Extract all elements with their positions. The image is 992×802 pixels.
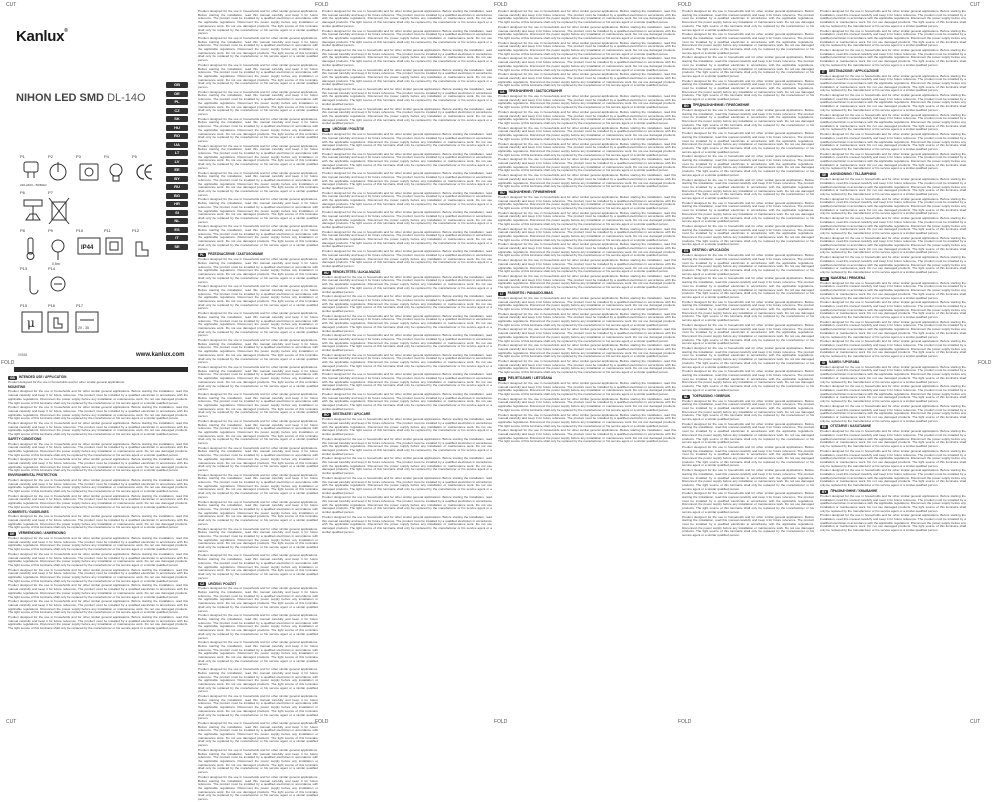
distance-icon bbox=[52, 240, 64, 260]
body-text: Product designed for the use in households and for other similar general applications. Before starting the installation, read this manual carefully and keep it for future reference. The product must be installed by a qualified electrician in accordance with the applicable regulations. Disconnect the power supply before any installation or maintenance work. Do not use damaged products. The light source of this luminaire shall only be replaced by the manufacturer or his service agent or a similar qualified person. bbox=[8, 599, 188, 615]
label-p12: P12 bbox=[132, 228, 140, 233]
body-text: Product designed for the use in households and for other similar general applications. Before starting the installation, read this manual carefully and keep it for future reference. The product must be installed by a qualified electrician in accordance with the applicable regulations. Disconnect the power supply before any installation or maintenance work. Do not use damaged products. The light source of this luminaire shall only be replaced by the manufacturer or his service agent or a similar qualified person. bbox=[682, 421, 814, 445]
body-text: Product designed for the use in households and for other similar general applications. Before starting the installation, read this manual carefully and keep it for future reference. The product must be installed by a qualified electrician in accordance with the applicable regulations. Disconnect the power supply before any installation or maintenance work. Do not use damaged products. The light source of this luminaire shall only be replaced by the manufacturer or his service agent or a similar qualified person. bbox=[498, 125, 676, 141]
body-text: Product designed for the use in households and for other similar general applications. Before starting the installation, read this manual carefully and keep it for future reference. The product must be installed by a qualified electrician in accordance with the applicable regulations. Disconnect the power supply before any installation or maintenance work. Do not use damaged products. The light source of this luminaire shall only be replaced by the manufacturer or his service agent or a similar qualified person. bbox=[498, 428, 676, 444]
body-text: Product designed for the use in households and for other similar general applications. Before starting the installation, read this manual carefully and keep it for future reference. The product must be installed by a qualified electrician in accordance with the applicable regulations. Disconnect the power supply before any installation or maintenance work. Do not use damaged products. The light source of this luminaire shall only be replaced by the manufacturer or his service agent or a similar qualified person. bbox=[498, 343, 676, 359]
body-text: Product designed for the use in households and for other similar general applications. Before starting the installation, read this manual carefully and keep it for future reference. The product must be installed by a qualified electrician in accordance with the applicable regulations. Disconnect the power supply before any installation or maintenance work. Do not use damaged products. The light source of this luminaire shall only be replaced by the manufacturer or his service agent or a similar qualified person. bbox=[8, 389, 188, 405]
language-badge-de: DE bbox=[166, 91, 188, 97]
ip-label: IP44 bbox=[81, 245, 94, 251]
cut-mark-top-right: CUT bbox=[970, 2, 981, 8]
product-name: NIHON LED SMD bbox=[16, 92, 104, 104]
body-text: Product designed for the use in households and for other similar general applications. Before starting the installation, read this manual carefully and keep it for future reference. The product must be installed by a qualified electrician in accordance with the applicable regulations. Disconnect the power supply before any installation or maintenance work. Do not use damaged products. The light source of this luminaire shall only be replaced by the manufacturer or his service agent or a similar qualified person. bbox=[198, 338, 318, 365]
ip-rating-icon bbox=[78, 238, 100, 254]
body-text: Product designed for the use in households and for other similar general applications. Before starting the installation, read this manual carefully and keep it for future reference. The product must be installed by a qualified electrician in accordance with the applicable regulations. Disconnect the power supply before any installation or maintenance work. Do not use damaged products. The light source of this luminaire shall only be replaced by the manufacturer or his service agent or a similar qualified person. bbox=[322, 249, 492, 268]
body-text: Product designed for the use in households and for other similar general applications. Before starting the installation, read this manual carefully and keep it for future reference. The product must be installed by a qualified electrician in accordance with the applicable regulations. Disconnect the power supply before any installation or maintenance work. Do not use damaged products. The light source of this luminaire shall only be replaced by the manufacturer or his service agent or a similar qualified person. bbox=[322, 417, 492, 437]
label-p14: P14 bbox=[48, 266, 56, 271]
body-text: Product designed for the use in households and for other similar general applications. Before starting the installation, read this manual carefully and keep it for future reference. The product must be installed by a qualified electrician in accordance with the applicable regulations. Disconnect the power supply before any installation or maintenance work. Do not use damaged products. The light source of this luminaire shall only be replaced by the manufacturer or his service agent or a similar qualified person. bbox=[498, 9, 676, 25]
fold-mark-top-1: FOLD bbox=[315, 2, 329, 8]
body-text: Product designed for the use in households and for other similar general applications. Before starting the installation, read this manual carefully and keep it for future reference. The product must be installed by a qualified electrician in accordance with the applicable regulations. Disconnect the power supply before any installation or maintenance work. Do not use damaged products. The light source of this luminaire shall only be replaced by the manufacturer or his service agent or a similar qualified person. bbox=[498, 412, 676, 428]
body-text: Product designed for the use in households and for other similar general applications. Before starting the installation, read this manual carefully and keep it for future reference. The product must be installed by a qualified electrician in accordance with the applicable regulations. Disconnect the power supply before any installation or maintenance work. Do not use damaged products. The light source of this luminaire shall only be replaced by the manufacturer or his service agent or a similar qualified person. bbox=[820, 448, 966, 468]
panel-3-text: Product designed for the use in households and for other similar general applications. Before starting the installation, read this manual carefully and keep it for future reference. The product must be installed by a qualified electrician in accordance with the applicable regulations. Disconnect the power supply before any installation or maintenance work. Do not use damaged products. The light source of this luminaire shall only be replaced by the manufacturer or his service agent or a similar qualified person. Product designed for the use in households and for other similar general applications. Before starting the installation, read this manual carefully and keep it for future reference. The product must be installed by a qualified electrician in accordance with the applicable regulations. Disconnect the power supply before any installation or maintenance work. Do not use damaged products. The light source of this luminaire shall only be replaced by the manufacturer or his service agent or a similar qualified person. Product designed for the use in households and for other similar general applications. Before starting the installation, read this manual carefully and keep it for future reference. The product must be installed by a qualified electrician in accordance with the applicable regulations. Disconnect the power supply before any installation or maintenance work. Do not use damaged products. The light source of this luminaire shall only be replaced by the manufacturer or his service agent or a similar qualified person. Product designed for the use in households and for other similar general applications. Before starting the installation, read this manual carefully and keep it for future reference. The product must be installed by a qualified electrician in accordance with the applicable regulations. Disconnect the power supply before any installation or maintenance work. Do not use damaged products. The light source of this luminaire shall only be replaced by the manufacturer or his service agent or a similar qualified person. Product designed for the use in households and for other similar general applications. Before starting the installation, read this manual carefully and keep it for future reference. The product must be installed by a qualified electrician in accordance with the applicable regulations. Disconnect the power supply before any installation or maintenance work. Do not use damaged products. The light source of this luminaire shall only be replaced by the manufacturer or his service agent or a similar qualified person. Product designed for the use in households and for other similar general applications. Before starting the installation, read this manual carefully and keep it for future reference. The product must be installed by a qualified electrician in accordance with the applicable regulations. Disconnect the power supply before any installation or maintenance work. Do not use damaged products. The light source of this luminaire shall only be replaced by the manufacturer or his service agent or a similar qualified person. SK URČENIE / POUŽITIE Product designed for the use in households and for other similar general applications. Before starting the installation, read this manual carefully and keep it for future reference. The product must be installed by a qualified electrician in accordance with the applicable regulations. Disconnect the power supply before any installation or maintenance work. Do not use damaged products. The light source of this luminaire shall only be replaced by the manufacturer or his service agent or a similar qualified person. Product designed for the use in households and for other similar general applications. Before starting the installation, read this manual carefully and keep it for future reference. The product must be installed by a qualified electrician in accordance with the applicable regulations. Disconnect the power supply before any installation or maintenance work. Do not use damaged products. The light source of this luminaire shall only be replaced by the manufacturer or his service agent or a similar qualified person. Product designed for the use in households and for other similar general applications. Before starting the installation, read this manual carefully and keep it for future reference. The product must be installed by a qualified electrician in accordance with the applicable regulations. Disconnect the power supply before any installation or maintenance work. Do not use damaged products. The light source of this luminaire shall only be replaced by the manufacturer or his service agent or a similar qualified person. Product designed for the use in households and for other similar general applications. Before starting the installation, read this manual carefully and keep it for future reference. The product must be installed by a qualified electrician in accordance with the applicable regulations. Disconnect the power supply before any installation or maintenance work. Do not use damaged products. The light source of this luminaire shall only be replaced by the manufacturer or his service agent or a similar qualified person. Product designed for the use in households and for other similar general applications. Before starting the installation, read this manual carefully and keep it for future reference. The product must be installed by a qualified electrician in accordance with the applicable regulations. Disconnect the power supply before any installation or maintenance work. Do not use damaged products. The light source of this luminaire shall only be replaced by the manufacturer or his service agent or a similar qualified person. Product designed for the use in households and for other similar general applications. Before starting the installation, read this manual carefully and keep it for future reference. The product must be installed by a qualified electrician in accordance with the applicable regulations. Disconnect the power supply before any installation or maintenance work. Do not use damaged products. The light source of this luminaire shall only be replaced by the manufacturer or his service agent or a similar qualified person. Product designed for the use in households and for other similar general applications. Before starting the installation, read this manual carefully and keep it for future reference. The product must be installed by a qualified electrician in accordance with the applicable regulations. Disconnect the power supply before any installation or maintenance work. Do not use damaged products. The light source of this luminaire shall only be replaced by the manufacturer or his service agent or a similar qualified person. HU RENDELTETÉS / ALKALMAZÁS Product designed for the use in households and for other similar general applications. Before starting the installation, read this manual carefully and keep it for future reference. The product must be installed by a qualified electrician in accordance with the applicable regulations. Disconnect the power supply before any installation or maintenance work. Do not use damaged products. The light source of this luminaire shall only be replaced by the manufacturer or his service agent or a similar qualified person. Product designed for the use in households and for other similar general applications. Before starting the installation, read this manual carefully and keep it for future reference. The product must be installed by a qualified electrician in accordance with the applicable regulations. Disconnect the power supply before any installation or maintenance work. Do not use damaged products. The light source of this luminaire shall only be replaced by the manufacturer or his service agent or a similar qualified person. Product designed for the use in households and for other similar general applications. Before starting the installation, read this manual carefully and keep it for future reference. The product must be installed by a qualified electrician in accordance with the applicable regulations. Disconnect the power supply before any installation or maintenance work. Do not use damaged products. The light source of this luminaire shall only be replaced by the manufacturer or his service agent or a similar qualified person. Product designed for the use in households and for other similar general applications. Before starting the installation, read this manual carefully and keep it for future reference. The product must be installed by a qualified electrician in accordance with the applicable regulations. Disconnect the power supply before any installation or maintenance work. Do not use damaged products. The light source of this luminaire shall only be replaced by the manufacturer or his service agent or a similar qualified person. Product designed for the use in households and for other similar general applications. Before starting the installation, read this manual carefully and keep it for future reference. The product must be installed by a qualified electrician in accordance with the applicable regulations. Disconnect the power supply before any installation or maintenance work. Do not use damaged products. The light source of this luminaire shall only be replaced by the manufacturer or his service agent or a similar qualified person. Product designed for the use in households and for other similar general applications. Before starting the installation, read this manual carefully and keep it for future reference. The product must be installed by a qualified electrician in accordance with the applicable regulations. Disconnect the power supply before any installation or maintenance work. Do not use damaged products. The light source of this luminaire shall only be replaced by the manufacturer or his service agent or a similar qualified person. Product designed for the use in households and for other similar general applications. Before starting the installation, read this manual carefully and keep it for future reference. The product must be installed by a qualified electrician in accordance with the applicable regulations. Disconnect the power supply before any installation or maintenance work. Do not use damaged products. The light source of this luminaire shall only be replaced by the manufacturer or his service agent or a similar qualified person. RO DESTINATIE / APLICARE Product designed for the use in households and for other similar general applications. Before starting the installation, read this manual carefully and keep it for future reference. The product must be installed by a qualified electrician in accordance with the applicable regulations. Disconnect the power supply before any installation or maintenance work. Do not use damaged products. The light source of this luminaire shall only be replaced by the manufacturer or his service agent or a similar qualified person. Product designed for the use in households and for other similar general applications. Before starting the installation, read this manual carefully and keep it for future reference. The product must be installed by a qualified electrician in accordance with the applicable regulations. Disconnect the power supply before any installation or maintenance work. Do not use damaged products. The light source of this luminaire shall only be replaced by the manufacturer or his service agent or a similar qualified person. Product designed for the use in households and for other similar general applications. Before starting the installation, read this manual carefully and keep it for future reference. The product must be installed by a qualified electrician in accordance with the applicable regulations. Disconnect the power supply before any installation or maintenance work. Do not use damaged products. The light source of this luminaire shall only be replaced by the manufacturer or his service agent or a similar qualified person. Product designed for the use in households and for other similar general applications. Before starting the installation, read this manual carefully and keep it for future reference. The product must be installed by a qualified electrician in accordance with the applicable regulations. Disconnect the power supply before any installation or maintenance work. Do not use damaged products. The light source of this luminaire shall only be replaced by the manufacturer or his service agent or a similar qualified person. Product designed for the use in households and for other similar general applications. Before starting the installation, read this manual carefully and keep it for future reference. The product must be installed by a qualified electrician in accordance with the applicable regulations. Disconnect the power supply before any installation or maintenance work. Do not use damaged products. The light source of this luminaire shall only be replaced by the manufacturer or his service agent or a similar qualified person. Product designed for the use in households and for other similar general applications. Before starting the installation, read this manual carefully and keep it for future reference. The product must be installed by a qualified electrician in accordance with the applicable regulations. Disconnect the power supply before any installation or maintenance work. Do not use damaged products. The light source of this luminaire shall only be replaced by the manufacturer or his service agent or a similar qualified person. bbox=[322, 9, 492, 534]
pictogram-grid bbox=[18, 152, 158, 352]
body-text: Product designed for the use in households and for other similar general applications. Before starting the installation, read this manual carefully and keep it for future reference. The product must be installed by a qualified electrician in accordance with the applicable regulations. Disconnect the power supply before any installation or maintenance work. Do not use damaged products. The light source of this luminaire shall only be replaced by the manufacturer or his service agent or a similar qualified person. bbox=[682, 253, 814, 276]
body-text: Product designed for the use in households and for other similar general applications. Before starting the installation, read this manual carefully and keep it for future reference. The product must be installed by a qualified electrician in accordance with the applicable regulations. Disconnect the power supply before any installation or maintenance work. Do not use damaged products. The light source of this luminaire shall only be replaced by the manufacturer or his service agent or a similar qualified person. bbox=[682, 398, 814, 422]
language-badge-cz: CZ bbox=[166, 108, 188, 114]
power-icon bbox=[50, 162, 66, 180]
language-badge-ua: UA bbox=[166, 142, 188, 148]
label-p8: P8 bbox=[20, 228, 25, 233]
body-text: Product designed for the use in households and for other similar general applications. Before starting the installation, read this manual carefully and keep it for future reference. The product must be installed by a qualified electrician in accordance with the applicable regulations. Disconnect the power supply before any installation or maintenance work. Do not use damaged products. The light source of this luminaire shall only be replaced by the manufacturer or his service agent or a similar qualified person. bbox=[820, 196, 966, 216]
body-text: Product designed for the use in households and for other similar general applications. Before starting the installation, read this manual carefully and keep it for future reference. The product must be installed by a qualified electrician in accordance with the applicable regulations. Disconnect the power supply before any installation or maintenance work. Do not use damaged products. The light source of this luminaire shall only be replaced by the manufacturer or his service agent or a similar qualified person. bbox=[820, 429, 966, 449]
body-text: Product designed for the use in households and for other similar general applications. Before starting the installation, read this manual carefully and keep it for future reference. The product must be installed by a qualified electrician in accordance with the applicable regulations. Disconnect the power supply before any installation or maintenance work. Do not use damaged products. The light source of this luminaire shall only be replaced by the manufacturer or his service agent or a similar qualified person. bbox=[820, 493, 966, 513]
body-text: Product designed for the use in households and for other similar general applications. Before starting the installation, read this manual carefully and keep it for future reference. The product must be installed by a qualified electrician in accordance with the applicable regulations. Disconnect the power supply before any installation or maintenance work. Do not use damaged products. The light source of this luminaire shall only be replaced by the manufacturer or his service agent or a similar qualified person. bbox=[820, 280, 966, 300]
language-badge-hu: HU bbox=[166, 125, 188, 131]
body-text: Product designed for the use in households and for other similar general applications. Before starting the installation, read this manual carefully and keep it for future reference. The product must be installed by a qualified electrician in accordance with the applicable regulations. Disconnect the power supply before any installation or maintenance work. Do not use damaged products. The light source of this luminaire shall only be replaced by the manufacturer or his service agent or a similar qualified person. bbox=[322, 151, 492, 171]
body-text: Product designed for the use in households and for other similar general applications. Before starting the installation, read this manual carefully and keep it for future reference. The product must be installed by a qualified electrician in accordance with the applicable regulations. Disconnect the power supply before any installation or maintenance work. Do not use damaged products. The light source of this luminaire shall only be replaced by the manufacturer or his service agent or a similar qualified person. bbox=[198, 391, 318, 419]
fold-mark-bottom-2: FOLD bbox=[494, 719, 508, 725]
label-p5: P5 bbox=[132, 154, 137, 159]
body-text: Product designed for the use in households and for other similar general applications. Before starting the installation, read this manual carefully and keep it for future reference. The product must be installed by a qualified electrician in accordance with the applicable regulations. Disconnect the power supply before any installation or maintenance work. Do not use damaged products. The light source of this luminaire shall only be replaced by the manufacturer or his service agent or a similar qualified person. bbox=[322, 436, 492, 456]
label-p16: P16 bbox=[48, 303, 56, 308]
body-text: Product designed for the use in households and for other similar general applications. Before starting the installation, read this manual carefully and keep it for future reference. The product must be installed by a qualified electrician in accordance with the applicable regulations. Disconnect the power supply before any installation or maintenance work. Do not use damaged products. The light source of this luminaire shall only be replaced by the manufacturer or his service agent or a similar qualified person. bbox=[498, 258, 676, 274]
body-text: Product designed for the use in households and for other similar general applications. Before starting the installation, read this manual carefully and keep it for future reference. The product must be installed by a qualified electrician in accordance with the applicable regulations. Disconnect the power supply before any installation or maintenance work. Do not use damaged products. The light source of this luminaire shall only be replaced by the manufacturer or his service agent or a similar qualified person. bbox=[682, 131, 814, 154]
body-text: Product designed for the use in households and for other similar general applications. Before starting the installation, read this manual carefully and keep it for future reference. The product must be installed by a qualified electrician in accordance with the applicable regulations. Disconnect the power supply before any installation or maintenance work. Do not use damaged products. The light source of this luminaire shall only be replaced by the manufacturer or his service agent or a similar qualified person. bbox=[498, 327, 676, 343]
body-text: Product designed for the use in households and for other similar general applications. Before starting the installation, read this manual carefully and keep it for future reference. The product must be installed by a qualified electrician in accordance with the applicable regulations. Disconnect the power supply before any installation or maintenance work. Do not use damaged products. The light source of this luminaire shall only be replaced by the manufacturer or his service agent or a similar qualified person. bbox=[498, 242, 676, 258]
panel-6-text: Product designed for the use in households and for other similar general applications. Before starting the installation, read this manual carefully and keep it for future reference. The product must be installed by a qualified electrician in accordance with the applicable regulations. Disconnect the power supply before any installation or maintenance work. Do not use damaged products. The light source of this luminaire shall only be replaced by the manufacturer or his service agent or a similar qualified person. Product designed for the use in households and for other similar general applications. Before starting the installation, read this manual carefully and keep it for future reference. The product must be installed by a qualified electrician in accordance with the applicable regulations. Disconnect the power supply before any installation or maintenance work. Do not use damaged products. The light source of this luminaire shall only be replaced by the manufacturer or his service agent or a similar qualified person. Product designed for the use in households and for other similar general applications. Before starting the installation, read this manual carefully and keep it for future reference. The product must be installed by a qualified electrician in accordance with the applicable regulations. Disconnect the power supply before any installation or maintenance work. Do not use damaged products. The light source of this luminaire shall only be replaced by the manufacturer or his service agent or a similar qualified person. IT DESTINAZIONE / APPLICAZIONE Product designed for the use in households and for other similar general applications. Before starting the installation, read this manual carefully and keep it for future reference. The product must be installed by a qualified electrician in accordance with the applicable regulations. Disconnect the power supply before any installation or maintenance work. Do not use damaged products. The light source of this luminaire shall only be replaced by the manufacturer or his service agent or a similar qualified person. Product designed for the use in households and for other similar general applications. Before starting the installation, read this manual carefully and keep it for future reference. The product must be installed by a qualified electrician in accordance with the applicable regulations. Disconnect the power supply before any installation or maintenance work. Do not use damaged products. The light source of this luminaire shall only be replaced by the manufacturer or his service agent or a similar qualified person. Product designed for the use in households and for other similar general applications. Before starting the installation, read this manual carefully and keep it for future reference. The product must be installed by a qualified electrician in accordance with the applicable regulations. Disconnect the power supply before any installation or maintenance work. Do not use damaged products. The light source of this luminaire shall only be replaced by the manufacturer or his service agent or a similar qualified person. Product designed for the use in households and for other similar general applications. Before starting the installation, read this manual carefully and keep it for future reference. The product must be installed by a qualified electrician in accordance with the applicable regulations. Disconnect the power supply before any installation or maintenance work. Do not use damaged products. The light source of this luminaire shall only be replaced by the manufacturer or his service agent or a similar qualified person. Product designed for the use in households and for other similar general applications. Before starting the installation, read this manual carefully and keep it for future reference. The product must be installed by a qualified electrician in accordance with the applicable regulations. Disconnect the power supply before any installation or maintenance work. Do not use damaged products. The light source of this luminaire shall only be replaced by the manufacturer or his service agent or a similar qualified person. SE ANVÄNDNING / TILLÄMPNING Product designed for the use in households and for other similar general applications. Before starting the installation, read this manual carefully and keep it for future reference. The product must be installed by a qualified electrician in accordance with the applicable regulations. Disconnect the power supply before any installation or maintenance work. Do not use damaged products. The light source of this luminaire shall only be replaced by the manufacturer or his service agent or a similar qualified person. Product designed for the use in households and for other similar general applications. Before starting the installation, read this manual carefully and keep it for future reference. The product must be installed by a qualified electrician in accordance with the applicable regulations. Disconnect the power supply before any installation or maintenance work. Do not use damaged products. The light source of this luminaire shall only be replaced by the manufacturer or his service agent or a similar qualified person. Product designed for the use in households and for other similar general applications. Before starting the installation, read this manual carefully and keep it for future reference. The product must be installed by a qualified electrician in accordance with the applicable regulations. Disconnect the power supply before any installation or maintenance work. Do not use damaged products. The light source of this luminaire shall only be replaced by the manufacturer or his service agent or a similar qualified person. Product designed for the use in households and for other similar general applications. Before starting the installation, read this manual carefully and keep it for future reference. The product must be installed by a qualified electrician in accordance with the applicable regulations. Disconnect the power supply before any installation or maintenance work. Do not use damaged products. The light source of this luminaire shall only be replaced by the manufacturer or his service agent or a similar qualified person. Product designed for the use in households and for other similar general applications. Before starting the installation, read this manual carefully and keep it for future reference. The product must be installed by a qualified electrician in accordance with the applicable regulations. Disconnect the power supply before any installation or maintenance work. Do not use damaged products. The light source of this luminaire shall only be replaced by the manufacturer or his service agent or a similar qualified person. HR NAMJENA / PRIMJENA Product designed for the use in households and for other similar general applications. Before starting the installation, read this manual carefully and keep it for future reference. The product must be installed by a qualified electrician in accordance with the applicable regulations. Disconnect the power supply before any installation or maintenance work. Do not use damaged products. The light source of this luminaire shall only be replaced by the manufacturer or his service agent or a similar qualified person. Product designed for the use in households and for other similar general applications. Before starting the installation, read this manual carefully and keep it for future reference. The product must be installed by a qualified electrician in accordance with the applicable regulations. Disconnect the power supply before any installation or maintenance work. Do not use damaged products. The light source of this luminaire shall only be replaced by the manufacturer or his service agent or a similar qualified person. Product designed for the use in households and for other similar general applications. Before starting the installation, read this manual carefully and keep it for future reference. The product must be installed by a qualified electrician in accordance with the applicable regulations. Disconnect the power supply before any installation or maintenance work. Do not use damaged products. The light source of this luminaire shall only be replaced by the manufacturer or his service agent or a similar qualified person. Product designed for the use in households and for other similar general applications. Before starting the installation, read this manual carefully and keep it for future reference. The product must be installed by a qualified electrician in accordance with the applicable regulations. Disconnect the power supply before any installation or maintenance work. Do not use damaged products. The light source of this luminaire shall only be replaced by the manufacturer or his service agent or a similar qualified person. SI NAMEN / UPORABA Product designed for the use in households and for other similar general applications. Before starting the installation, read this manual carefully and keep it for future reference. The product must be installed by a qualified electrician in accordance with the applicable regulations. Disconnect the power supply before any installation or maintenance work. Do not use damaged products. The light source of this luminaire shall only be replaced by the manufacturer or his service agent or a similar qualified person. Product designed for the use in households and for other similar general applications. Before starting the installation, read this manual carefully and keep it for future reference. The product must be installed by a qualified electrician in accordance with the applicable regulations. Disconnect the power supply before any installation or maintenance work. Do not use damaged products. The light source of this luminaire shall only be replaced by the manufacturer or his service agent or a similar qualified person. Product designed for the use in households and for other similar general applications. Before starting the installation, read this manual carefully and keep it for future reference. The product must be installed by a qualified electrician in accordance with the applicable regulations. Disconnect the power supply before any installation or maintenance work. Do not use damaged products. The light source of this luminaire shall only be replaced by the manufacturer or his service agent or a similar qualified person. EE OTSTARVE / KASUTAMINE Product designed for the use in households and for other similar general applications. Before starting the installation, read this manual carefully and keep it for future reference. The product must be installed by a qualified electrician in accordance with the applicable regulations. Disconnect the power supply before any installation or maintenance work. Do not use damaged products. The light source of this luminaire shall only be replaced by the manufacturer or his service agent or a similar qualified person. Product designed for the use in households and for other similar general applications. Before starting the installation, read this manual carefully and keep it for future reference. The product must be installed by a qualified electrician in accordance with the applicable regulations. Disconnect the power supply before any installation or maintenance work. Do not use damaged products. The light source of this luminaire shall only be replaced by the manufacturer or his service agent or a similar qualified person. Product designed for the use in households and for other similar general applications. Before starting the installation, read this manual carefully and keep it for future reference. The product must be installed by a qualified electrician in accordance with the applicable regulations. Disconnect the power supply before any installation or maintenance work. Do not use damaged products. The light source of this luminaire shall only be replaced by the manufacturer or his service agent or a similar qualified person. BY ПРЫЗНАЧЭННЕ / УЖЫВАННЕ Product designed for the use in households and for other similar general applications. Before starting the installation, read this manual carefully and keep it for future reference. The product must be installed by a qualified electrician in accordance with the applicable regulations. Disconnect the power supply before any installation or maintenance work. Do not use damaged products. The light source of this luminaire shall only be replaced by the manufacturer or his service agent or a similar qualified person. Product designed for the use in households and for other similar general applications. Before starting the installation, read this manual carefully and keep it for future reference. The product must be installed by a qualified electrician in accordance with the applicable regulations. Disconnect the power supply before any installation or maintenance work. Do not use damaged products. The light source of this luminaire shall only be replaced by the manufacturer or his service agent or a similar qualified person. bbox=[820, 9, 966, 533]
body-text: Product designed for the use in households and for other similar general applications. Before starting the installation, read this manual carefully and keep it for future reference. The product must be installed by a qualified electrician in accordance with the applicable regulations. Disconnect the power supply before any installation or maintenance work. Do not use damaged products. The light source of this luminaire shall only be replaced by the manufacturer or his service agent or a similar qualified person. bbox=[198, 364, 318, 392]
body-text: Product designed for the use in households and for other similar general applications. Before starting the installation, read this manual carefully and keep it for future reference. The product must be installed by a qualified electrician in accordance with the applicable regulations. Disconnect the power supply before any installation or maintenance work. Do not use damaged products. The light source of this luminaire shall only be replaced by the manufacturer or his service agent or a similar qualified person. bbox=[198, 89, 318, 116]
body-text: Product designed for the use in households and for other similar general applications. Before starting the installation, read this manual carefully and keep it for future reference. The product must be installed by a qualified electrician in accordance with the applicable regulations. Disconnect the power supply before any installation or maintenance work. Do not use damaged products. The light source of this luminaire shall only be replaced by the manufacturer or his service agent or a similar qualified person. bbox=[498, 173, 676, 189]
language-badge-es: ES bbox=[166, 227, 188, 233]
cut-mark-bottom-right: CUT bbox=[970, 719, 981, 725]
body-text: Product designed for the use in households and for other similar general applications. Before starting the installation, read this manual carefully and keep it for future reference. The product must be installed by a qualified electrician in accordance with the applicable regulations. Disconnect the power supply before any installation or maintenance work. Do not use damaged products. The light source of this luminaire shall only be replaced by the manufacturer or his service agent or a similar qualified person. bbox=[682, 200, 814, 224]
body-text: Product designed for the use in households and for other similar general applications. Before starting the installation, read this manual carefully and keep it for future reference. The product must be installed by a qualified electrician in accordance with the applicable regulations. Disconnect the power supply before any installation or maintenance work. Do not use damaged products. The light source of this luminaire shall only be replaced by the manufacturer or his service agent or a similar qualified person. bbox=[198, 526, 318, 553]
body-text: Product designed for the use in households and for other similar general applications. Before starting the installation, read this manual carefully and keep it for future reference. The product must be installed by a qualified electrician in accordance with the applicable regulations. Disconnect the power supply before any installation or maintenance work. Do not use damaged products. The light source of this luminaire shall only be replaced by the manufacturer or his service agent or a similar qualified person. bbox=[322, 475, 492, 495]
body-text: Product designed for the use in households and for other similar general applications. Before starting the installation, read this manual carefully and keep it for future reference. The product must be installed by a qualified electrician in accordance with the applicable regulations. Disconnect the power supply before any installation or maintenance work. Do not use damaged products. The light source of this luminaire shall only be replaced by the manufacturer or his service agent or a similar qualified person. bbox=[8, 514, 188, 530]
label-p7: P7 bbox=[48, 190, 53, 195]
dimensions-label: 20 - 35 bbox=[78, 326, 89, 330]
body-text: Product designed for the use in households and for other similar general applications. Before starting the installation, read this manual carefully and keep it for future reference. The product must be installed by a qualified electrician in accordance with the applicable regulations. Disconnect the power supply before any installation or maintenance work. Do not use damaged products. The light source of this luminaire shall only be replaced by the manufacturer or his service agent or a similar qualified person. bbox=[682, 223, 814, 247]
hook-icon bbox=[30, 276, 38, 294]
body-text: Product designed for the use in households and for other similar general applications. Before starting the installation, read this manual carefully and keep it for future reference. The product must be installed by a qualified electrician in accordance with the applicable regulations. Disconnect the power supply before any installation or maintenance work. Do not use damaged products. The light source of this luminaire shall only be replaced by the manufacturer or his service agent or a similar qualified person. bbox=[820, 48, 966, 67]
body-text: Product designed for the use in households and for other similar general applications. Before starting the installation, read this manual carefully and keep it for future reference. The product must be installed by a qualified electrician in accordance with the applicable regulations. Disconnect the power supply before any installation or maintenance work. Do not use damaged products. The light source of this luminaire shall only be replaced by the manufacturer or his service agent or a similar qualified person. bbox=[820, 339, 966, 359]
label-p11: P11 bbox=[104, 228, 111, 233]
body-text: Product designed for the use in households and for other similar general applications. Before starting the installation, read this manual carefully and keep it for future reference. The product must be installed by a qualified electrician in accordance with the applicable regulations. Disconnect the power supply before any installation or maintenance work. Do not use damaged products. The light source of this luminaire shall only be replaced by the manufacturer or his service agent or a similar qualified person. bbox=[198, 143, 318, 170]
body-text: Product designed for the use in households and for other similar general applications. Before starting the installation, read this manual carefully and keep it for future reference. The product must be installed by a qualified electrician in accordance with the applicable regulations. Disconnect the power supply before any installation or maintenance work. Do not use damaged products. The light source of this luminaire shall only be replaced by the manufacturer or his service agent or a similar qualified person. bbox=[198, 694, 318, 721]
body-text: Product designed for the use in households and for other similar general applications. Before starting the installation, read this manual carefully and keep it for future reference. The product must be installed by a qualified electrician in accordance with the applicable regulations. Disconnect the power supply before any installation or maintenance work. Do not use damaged products. The light source of this luminaire shall only be replaced by the manufacturer or his service agent or a similar qualified person. bbox=[682, 514, 814, 538]
body-text: Product designed for the use in households and for other similar general applications. Before starting the installation, read this manual carefully and keep it for future reference. The product must be installed by a qualified electrician in accordance with the applicable regulations. Disconnect the power supply before any installation or maintenance work. Do not use damaged products. The light source of this luminaire shall only be replaced by the manufacturer or his service agent or a similar qualified person. bbox=[498, 109, 676, 125]
label-p4: P4 bbox=[104, 154, 109, 159]
panel-3 bbox=[322, 10, 492, 718]
body-text: Product designed for the use in households and for other similar general applications. Before starting the installation, read this manual carefully and keep it for future reference. The product must be installed by a qualified electrician in accordance with the applicable regulations. Disconnect the power supply before any installation or maintenance work. Do not use damaged products. The light source of this luminaire shall only be replaced by the manufacturer or his service agent or a similar qualified person. bbox=[322, 190, 492, 210]
body-text: Product designed for the use in households and for other similar general applications. Before starting the installation, read this manual carefully and keep it for future reference. The product must be installed by a qualified electrician in accordance with the applicable regulations. Disconnect the power supply before any installation or maintenance work. Do not use damaged products. The light source of this luminaire shall only be replaced by the manufacturer or his service agent or a similar qualified person. bbox=[820, 300, 966, 320]
panel-4 bbox=[498, 10, 676, 718]
body-text: Product designed for the use in households and for other similar general applications. Before starting the installation, read this manual carefully and keep it for future reference. The product must be installed by a qualified electrician in accordance with the applicable regulations. Disconnect the power supply before any installation or maintenance work. Do not use damaged products. The light source of this luminaire shall only be replaced by the manufacturer or his service agent or a similar qualified person. bbox=[682, 468, 814, 491]
body-text: Product designed for the use in households and for other similar general applications. Before starting the installation, read this manual carefully and keep it for future reference. The product must be installed by a qualified electrician in accordance with the applicable regulations. Disconnect the power supply before any installation or maintenance work. Do not use damaged products. The light source of this luminaire shall only be replaced by the manufacturer or his service agent or a similar qualified person. bbox=[820, 468, 966, 488]
body-text: Product designed for the use in households and for other similar general applications. Before starting the installation, read this manual carefully and keep it for future reference. The product must be installed by a qualified electrician in accordance with the applicable regulations. Disconnect the power supply before any installation or maintenance work. Do not use damaged products. The light source of this luminaire shall only be replaced by the manufacturer or his service agent or a similar qualified person. bbox=[820, 513, 966, 533]
panel-2-text: Product designed for the use in households and for other similar general applications. Before starting the installation, read this manual carefully and keep it for future reference. The product must be installed by a qualified electrician in accordance with the applicable regulations. Disconnect the power supply before any installation or maintenance work. Do not use damaged products. The light source of this luminaire shall only be replaced by the manufacturer or his service agent or a similar qualified person. Product designed for the use in households and for other similar general applications. Before starting the installation, read this manual carefully and keep it for future reference. The product must be installed by a qualified electrician in accordance with the applicable regulations. Disconnect the power supply before any installation or maintenance work. Do not use damaged products. The light source of this luminaire shall only be replaced by the manufacturer or his service agent or a similar qualified person. Product designed for the use in households and for other similar general applications. Before starting the installation, read this manual carefully and keep it for future reference. The product must be installed by a qualified electrician in accordance with the applicable regulations. Disconnect the power supply before any installation or maintenance work. Do not use damaged products. The light source of this luminaire shall only be replaced by the manufacturer or his service agent or a similar qualified person. Product designed for the use in households and for other similar general applications. Before starting the installation, read this manual carefully and keep it for future reference. The product must be installed by a qualified electrician in accordance with the applicable regulations. Disconnect the power supply before any installation or maintenance work. Do not use damaged products. The light source of this luminaire shall only be replaced by the manufacturer or his service agent or a similar qualified person. Product designed for the use in households and for other similar general applications. Before starting the installation, read this manual carefully and keep it for future reference. The product must be installed by a qualified electrician in accordance with the applicable regulations. Disconnect the power supply before any installation or maintenance work. Do not use damaged products. The light source of this luminaire shall only be replaced by the manufacturer or his service agent or a similar qualified person. Product designed for the use in households and for other similar general applications. Before starting the installation, read this manual carefully and keep it for future reference. The product must be installed by a qualified electrician in accordance with the applicable regulations. Disconnect the power supply before any installation or maintenance work. Do not use damaged products. The light source of this luminaire shall only be replaced by the manufacturer or his service agent or a similar qualified person. Product designed for the use in households and for other similar general applications. Before starting the installation, read this manual carefully and keep it for future reference. The product must be installed by a qualified electrician in accordance with the applicable regulations. Disconnect the power supply before any installation or maintenance work. Do not use damaged products. The light source of this luminaire shall only be replaced by the manufacturer or his service agent or a similar qualified person. Product designed for the use in households and for other similar general applications. Before starting the installation, read this manual carefully and keep it for future reference. The product must be installed by a qualified electrician in accordance with the applicable regulations. Disconnect the power supply before any installation or maintenance work. Do not use damaged products. The light source of this luminaire shall only be replaced by the manufacturer or his service agent or a similar qualified person. Product designed for the use in households and for other similar general applications. Before starting the installation, read this manual carefully and keep it for future reference. The product must be installed by a qualified electrician in accordance with the applicable regulations. Disconnect the power supply before any installation or maintenance work. Do not use damaged products. The light source of this luminaire shall only be replaced by the manufacturer or his service agent or a similar qualified person. PL PRZEZNACZENIE / ZASTOSOWANIE Product designed for the use in households and for other similar general applications. Before starting the installation, read this manual carefully and keep it for future reference. The product must be installed by a qualified electrician in accordance with the applicable regulations. Disconnect the power supply before any installation or maintenance work. Do not use damaged products. The light source of this luminaire shall only be replaced by the manufacturer or his service agent or a similar qualified person. Product designed for the use in households and for other similar general applications. Before starting the installation, read this manual carefully and keep it for future reference. The product must be installed by a qualified electrician in accordance with the applicable regulations. Disconnect the power supply before any installation or maintenance work. Do not use damaged products. The light source of this luminaire shall only be replaced by the manufacturer or his service agent or a similar qualified person. Product designed for the use in households and for other similar general applications. Before starting the installation, read this manual carefully and keep it for future reference. The product must be installed by a qualified electrician in accordance with the applicable regulations. Disconnect the power supply before any installation or maintenance work. Do not use damaged products. The light source of this luminaire shall only be replaced by the manufacturer or his service agent or a similar qualified person. Product designed for the use in households and for other similar general applications. Before starting the installation, read this manual carefully and keep it for future reference. The product must be installed by a qualified electrician in accordance with the applicable regulations. Disconnect the power supply before any installation or maintenance work. Do not use damaged products. The light source of this luminaire shall only be replaced by the manufacturer or his service agent or a similar qualified person. Product designed for the use in households and for other similar general applications. Before starting the installation, read this manual carefully and keep it for future reference. The product must be installed by a qualified electrician in accordance with the applicable regulations. Disconnect the power supply before any installation or maintenance work. Do not use damaged products. The light source of this luminaire shall only be replaced by the manufacturer or his service agent or a similar qualified person. Product designed for the use in households and for other similar general applications. Before starting the installation, read this manual carefully and keep it for future reference. The product must be installed by a qualified electrician in accordance with the applicable regulations. Disconnect the power supply before any installation or maintenance work. Do not use damaged products. The light source of this luminaire shall only be replaced by the manufacturer or his service agent or a similar qualified person. Product designed for the use in households and for other similar general applications. Before starting the installation, read this manual carefully and keep it for future reference. The product must be installed by a qualified electrician in accordance with the applicable regulations. Disconnect the power supply before any installation or maintenance work. Do not use damaged products. The light source of this luminaire shall only be replaced by the manufacturer or his service agent or a similar qualified person. Product designed for the use in households and for other similar general applications. Before starting the installation, read this manual carefully and keep it for future reference. The product must be installed by a qualified electrician in accordance with the applicable regulations. Disconnect the power supply before any installation or maintenance work. Do not use damaged products. The light source of this luminaire shall only be replaced by the manufacturer or his service agent or a similar qualified person. Product designed for the use in households and for other similar general applications. Before starting the installation, read this manual carefully and keep it for future reference. The product must be installed by a qualified electrician in accordance with the applicable regulations. Disconnect the power supply before any installation or maintenance work. Do not use damaged products. The light source of this luminaire shall only be replaced by the manufacturer or his service agent or a similar qualified person. Product designed for the use in households and for other similar general applications. Before starting the installation, read this manual carefully and keep it for future reference. The product must be installed by a qualified electrician in accordance with the applicable regulations. Disconnect the power supply before any installation or maintenance work. Do not use damaged products. The light source of this luminaire shall only be replaced by the manufacturer or his service agent or a similar qualified person. Product designed for the use in households and for other similar general applications. Before starting the installation, read this manual carefully and keep it for future reference. The product must be installed by a qualified electrician in accordance with the applicable regulations. Disconnect the power supply before any installation or maintenance work. Do not use damaged products. The light source of this luminaire shall only be replaced by the manufacturer or his service agent or a similar qualified person. Product designed for the use in households and for other similar general applications. Before starting the installation, read this manual carefully and keep it for future reference. The product must be installed by a qualified electrician in accordance with the applicable regulations. Disconnect the power supply before any installation or maintenance work. Do not use damaged products. The light source of this luminaire shall only be replaced by the manufacturer or his service agent or a similar qualified person. CZ URČENÍ / POUŽITÍ Product designed for the use in households and for other similar general applications. Before starting the installation, read this manual carefully and keep it for future reference. The product must be installed by a qualified electrician in accordance with the applicable regulations. Disconnect the power supply before any installation or maintenance work. Do not use damaged products. The light source of this luminaire shall only be replaced by the manufacturer or his service agent or a similar qualified person. Product designed for the use in households and for other similar general applications. Before starting the installation, read this manual carefully and keep it for future reference. The product must be installed by a qualified electrician in accordance with the applicable regulations. Disconnect the power supply before any installation or maintenance work. Do not use damaged products. The light source of this luminaire shall only be replaced by the manufacturer or his service agent or a similar qualified person. Product designed for the use in households and for other similar general applications. Before starting the installation, read this manual carefully and keep it for future reference. The product must be installed by a qualified electrician in accordance with the applicable regulations. Disconnect the power supply before any installation or maintenance work. Do not use damaged products. The light source of this luminaire shall only be replaced by the manufacturer or his service agent or a similar qualified person. Product designed for the use in households and for other similar general applications. Before starting the installation, read this manual carefully and keep it for future reference. The product must be installed by a qualified electrician in accordance with the applicable regulations. Disconnect the power supply before any installation or maintenance work. Do not use damaged products. The light source of this luminaire shall only be replaced by the manufacturer or his service agent or a similar qualified person. Product designed for the use in households and for other similar general applications. Before starting the installation, read this manual carefully and keep it for future reference. The product must be installed by a qualified electrician in accordance with the applicable regulations. Disconnect the power supply before any installation or maintenance work. Do not use damaged products. The light source of this luminaire shall only be replaced by the manufacturer or his service agent or a similar qualified person. Product designed for the use in households and for other similar general applications. Before starting the installation, read this manual carefully and keep it for future reference. The product must be installed by a qualified electrician in accordance with the applicable regulations. Disconnect the power supply before any installation or maintenance work. Do not use damaged products. The light source of this luminaire shall only be replaced by the manufacturer or his service agent or a similar qualified person. Product designed for the use in households and for other similar general applications. Before starting the installation, read this manual carefully and keep it for future reference. The product must be installed by a qualified electrician in accordance with the applicable regulations. Disconnect the power supply before any installation or maintenance work. Do not use damaged products. The light source of this luminaire shall only be replaced by the manufacturer or his service agent or a similar qualified person. Product designed for the use in households and for other similar general applications. Before starting the installation, read this manual carefully and keep it for future reference. The product must be installed by a qualified electrician in accordance with the applicable regulations. Disconnect the power supply before any installation or maintenance work. Do not use damaged products. The light source of this luminaire shall only be replaced by the manufacturer or his service agent or a similar qualified person. bbox=[198, 9, 318, 802]
language-badge-ru: RU bbox=[166, 184, 188, 190]
body-text: Product designed for the use in households and for other similar general applications. Before starting the installation, read this manual carefully and keep it for future reference. The product must be installed by a qualified electrician in accordance with the applicable regulations. Disconnect the power supply before any installation or maintenance work. Do not use damaged products. The light source of this luminaire shall only be replaced by the manufacturer or his service agent or a similar qualified person. bbox=[198, 311, 318, 338]
website: www.kanlux.com bbox=[136, 352, 185, 358]
body-text: Product designed for the use in households and for other similar general applications. Before starting the installation, read this manual carefully and keep it for future reference. The product must be installed by a qualified electrician in accordance with the applicable regulations. Disconnect the power supply before any installation or maintenance work. Do not use damaged products. The light source of this luminaire shall only be replaced by the manufacturer or his service agent or a similar qualified person. bbox=[498, 157, 676, 173]
body-text: Product designed for the use in households and for other similar general applications. Before starting the installation, read this manual carefully and keep it for future reference. The product must be installed by a qualified electrician in accordance with the applicable regulations. Disconnect the power supply before any installation or maintenance work. Do not use damaged products. The light source of this luminaire shall only be replaced by the manufacturer or his service agent or a similar qualified person. bbox=[498, 94, 676, 110]
body-text: Product designed for the use in households and for other similar general applications. Before starting the installation, read this manual carefully and keep it for future reference. The product must be installed by a qualified electrician in accordance with the applicable regulations. Disconnect the power supply before any installation or maintenance work. Do not use damaged products. The light source of this luminaire shall only be replaced by the manufacturer or his service agent or a similar qualified person. bbox=[198, 445, 318, 472]
language-badge-sk: SK bbox=[166, 116, 188, 122]
body-text: Product designed for the use in households and for other similar general applications. Before starting the installation, read this manual carefully and keep it for future reference. The product must be installed by a qualified electrician in accordance with the applicable regulations. Disconnect the power supply before any installation or maintenance work. Do not use damaged products. The light source of this luminaire shall only be replaced by the manufacturer or his service agent or a similar qualified person. bbox=[682, 491, 814, 514]
body-text: Product designed for the use in households and for other similar general applications. Before starting the installation, read this manual carefully and keep it for future reference. The product must be installed by a qualified electrician in accordance with the applicable regulations. Disconnect the power supply before any installation or maintenance work. Do not use damaged products. The light source of this luminaire shall only be replaced by the manufacturer or his service agent or a similar qualified person. bbox=[198, 640, 318, 667]
body-text: Product designed for the use in households and for other similar general applications. Before starting the installation, read this manual carefully and keep it for future reference. The product must be installed by a qualified electrician in accordance with the applicable regulations. Disconnect the power supply before any installation or maintenance work. Do not use damaged products. The light source of this luminaire shall only be replaced by the manufacturer or his service agent or a similar qualified person. bbox=[682, 78, 814, 102]
language-badge-pl: PL bbox=[166, 99, 188, 105]
body-text: Product designed for the use in households and for other similar general applications. Before starting the installation, read this manual carefully and keep it for future reference. The product must be installed by a qualified electrician in accordance with the applicable regulations. Disconnect the power supply before any installation or maintenance work. Do not use damaged products. The light source of this luminaire shall only be replaced by the manufacturer or his service agent or a similar qualified person. bbox=[198, 586, 318, 613]
body-text: Product designed for the use in households and for other similar general applications. Before starting the installation, read this manual carefully and keep it for future reference. The product must be installed by a qualified electrician in accordance with the applicable regulations. Disconnect the power supply before any installation or maintenance work. Do not use damaged products. The light source of this luminaire shall only be replaced by the manufacturer or his service agent or a similar qualified person. bbox=[498, 359, 676, 375]
body-text: Product designed for the use in households and for other similar general applications. Before starting the installation, read this manual carefully and keep it for future reference. The product must be installed by a qualified electrician in accordance with the applicable regulations. Disconnect the power supply before any installation or maintenance work. Do not use damaged products. The light source of this luminaire shall only be replaced by the manufacturer or his service agent or a similar qualified person. bbox=[8, 477, 188, 493]
fold-mark-right: FOLD bbox=[978, 360, 992, 366]
body-text: Product designed for the use in households and for other similar general applications. Before starting the installation, read this manual carefully and keep it for future reference. The product must be installed by a qualified electrician in accordance with the applicable regulations. Disconnect the power supply before any installation or maintenance work. Do not use damaged products. The light source of this luminaire shall only be replaced by the manufacturer or his service agent or a similar qualified person. bbox=[198, 35, 318, 63]
body-text: Product designed for the use in households and for other similar general applications. Before starting the installation, read this manual carefully and keep it for future reference. The product must be installed by a qualified electrician in accordance with the applicable regulations. Disconnect the power supply before any installation or maintenance work. Do not use damaged products. The light source of this luminaire shall only be replaced by the manufacturer or his service agent or a similar qualified person. bbox=[820, 319, 966, 339]
body-text: Product designed for the use in households and for other similar general applications. Before starting the installation, read this manual carefully and keep it for future reference. The product must be installed by a qualified electrician in accordance with the applicable regulations. Disconnect the power supply before any installation or maintenance work. Do not use damaged products. The light source of this luminaire shall only be replaced by the manufacturer or his service agent or a similar qualified person. bbox=[682, 369, 814, 392]
plug-icon bbox=[24, 162, 38, 178]
body-text: Product designed for the use in households and for other similar general applications. Before starting the installation, read this manual carefully and keep it for future reference. The product must be installed by a qualified electrician in accordance with the applicable regulations. Disconnect the power supply before any installation or maintenance work. Do not use damaged products. The light source of this luminaire shall only be replaced by the manufacturer or his service agent or a similar qualified person. bbox=[322, 9, 492, 28]
product-model: DL-14O bbox=[107, 92, 146, 104]
body-text: Product designed for the use in households and for other similar general applications. Before starting the installation, read this manual carefully and keep it for future reference. The product must be installed by a qualified electrician in accordance with the applicable regulations. Disconnect the power supply before any installation or maintenance work. Do not use damaged products. The light source of this luminaire shall only be replaced by the manufacturer or his service agent or a similar qualified person. bbox=[198, 499, 318, 526]
distance-label: 0,5m bbox=[52, 262, 60, 266]
body-text: Product designed for the use in households and for other similar general applications. Before starting the installation, read this manual carefully and keep it for future reference. The product must be installed by a qualified electrician in accordance with the applicable regulations. Disconnect the power supply before any installation or maintenance work. Do not use damaged products. The light source of this luminaire shall only be replaced by the manufacturer or his service agent or a similar qualified person. bbox=[198, 224, 318, 251]
mu-icon bbox=[22, 312, 42, 332]
separator-bar bbox=[14, 367, 188, 372]
body-text: Product designed for the use in households and for other similar general applications. Before starting the installation, read this manual carefully and keep it for future reference. The product must be installed by a qualified electrician in accordance with the applicable regulations. Disconnect the power supply before any installation or maintenance work. Do not use damaged products. The light source of this luminaire shall only be replaced by the manufacturer or his service agent or a similar qualified person. bbox=[198, 116, 318, 143]
body-text: Product designed for the use in households and for other similar general applications. Before starting the installation, read this manual carefully and keep it for future reference. The product must be installed by a qualified electrician in accordance with the applicable regulations. Disconnect the power supply before any installation or maintenance work. Do not use damaged products. The light source of this luminaire shall only be replaced by the manufacturer or his service agent or a similar qualified person. bbox=[820, 93, 966, 112]
body-text: Product designed for the use in households and for other similar general applications. Before starting the installation, read this manual carefully and keep it for future reference. The product must be installed by a qualified electrician in accordance with the applicable regulations. Disconnect the power supply before any installation or maintenance work. Do not use damaged products. The light source of this luminaire shall only be replaced by the manufacturer or his service agent or a similar qualified person. bbox=[198, 418, 318, 446]
body-text: Product designed for the use in households and for other similar general applications. Before starting the installation, read this manual carefully and keep it for future reference. The product must be installed by a qualified electrician in accordance with the applicable regulations. Disconnect the power supply before any installation or maintenance work. Do not use damaged products. The light source of this luminaire shall only be replaced by the manufacturer or his service agent or a similar qualified person. bbox=[322, 229, 492, 249]
body-text: Product designed for the use in households and for other similar general applications. Before starting the installation, read this manual carefully and keep it for future reference. The product must be installed by a qualified electrician in accordance with the applicable regulations. Disconnect the power supply before any installation or maintenance work. Do not use damaged products. The light source of this luminaire shall only be replaced by the manufacturer or his service agent or a similar qualified person. bbox=[322, 333, 492, 353]
body-text: Product designed for the use in households and for other similar general applications. Before starting the installation, read this manual carefully and keep it for future reference. The product must be installed by a qualified electrician in accordance with the applicable regulations. Disconnect the power supply before any installation or maintenance work. Do not use damaged products. The light source of this luminaire shall only be replaced by the manufacturer or his service agent or a similar qualified person. bbox=[682, 346, 814, 369]
body-text: Product designed for the use in households and for other similar general applications. Before starting the installation, read this manual carefully and keep it for future reference. The product must be installed by a qualified electrician in accordance with the applicable regulations. Disconnect the power supply before any installation or maintenance work. Do not use damaged products. The light source of this luminaire shall only be replaced by the manufacturer or his service agent or a similar qualified person. bbox=[322, 372, 492, 392]
label-p15: P15 bbox=[20, 303, 28, 308]
lamp-mount-icon bbox=[24, 200, 42, 220]
body-text: Product designed for the use in households and for other similar general applications. Before starting the installation, read this manual carefully and keep it for future reference. The product must be installed by a qualified electrician in accordance with the applicable regulations. Disconnect the power supply before any installation or maintenance work. Do not use damaged products. The light source of this luminaire shall only be replaced by the manufacturer or his service agent or a similar qualified person. bbox=[198, 257, 318, 284]
body-text: Product designed for the use in households and for other similar general applications. Before starting the installation, read this manual carefully and keep it for future reference. The product must be installed by a qualified electrician in accordance with the applicable regulations. Disconnect the power supply before any installation or maintenance work. Do not use damaged products. The light source of this luminaire shall only be replaced by the manufacturer or his service agent or a similar qualified person. bbox=[498, 396, 676, 412]
body-text: Product designed for the use in households and for other similar general applications. Before starting the installation, read this manual carefully and keep it for future reference. The product must be installed by a qualified electrician in accordance with the applicable regulations. Disconnect the power supply before any installation or maintenance work. Do not use damaged products. The light source of this luminaire shall only be replaced by the manufacturer or his service agent or a similar qualified person. bbox=[322, 294, 492, 314]
body-text: Product designed for the use in households and for other similar general applications. Before starting the installation, read this manual carefully and keep it for future reference. The product must be installed by a qualified electrician in accordance with the applicable regulations. Disconnect the power supply before any installation or maintenance work. Do not use damaged products. The light source of this luminaire shall only be replaced by the manufacturer or his service agent or a similar qualified person. bbox=[322, 132, 492, 151]
body-text: Product designed for the use in households and for other similar general applications. Before starting the installation, read this manual carefully and keep it for future reference. The product must be installed by a qualified electrician in accordance with the applicable regulations. Disconnect the power supply before any installation or maintenance work. Do not use damaged products. The light source of this luminaire shall only be replaced by the manufacturer or his service agent or a similar qualified person. bbox=[322, 456, 492, 476]
body-text: Product designed for the use in households and for other similar general applications. Before starting the installation, read this manual carefully and keep it for future reference. The product must be installed by a qualified electrician in accordance with the applicable regulations. Disconnect the power supply before any installation or maintenance work. Do not use damaged products. The light source of this luminaire shall only be replaced by the manufacturer or his service agent or a similar qualified person. bbox=[820, 403, 966, 423]
body-text: Product designed for the use in households and for other similar general applications. Before starting the installation, read this manual carefully and keep it for future reference. The product must be installed by a qualified electrician in accordance with the applicable regulations. Disconnect the power supply before any installation or maintenance work. Do not use damaged products. The light source of this luminaire shall only be replaced by the manufacturer or his service agent or a similar qualified person. bbox=[498, 24, 676, 40]
product-title bbox=[16, 92, 146, 104]
body-text: Product designed for the use in households and for other similar general applications. Before starting the installation, read this manual carefully and keep it for future reference. The product must be installed by a qualified electrician in accordance with the applicable regulations. Disconnect the power supply before any installation or maintenance work. Do not use damaged products. The light source of this luminaire shall only be replaced by the manufacturer or his service agent or a similar qualified person. bbox=[8, 536, 188, 552]
body-text: Product designed for the use in households and for other similar general applications. Before starting the installation, read this manual carefully and keep it for future reference. The product must be installed by a qualified electrician in accordance with the applicable regulations. Disconnect the power supply before any installation or maintenance work. Do not use damaged products. The light source of this luminaire shall only be replaced by the manufacturer or his service agent or a similar qualified person. bbox=[8, 421, 188, 437]
dustbin-crossed-icon bbox=[49, 198, 69, 224]
body-text: Product designed for the use in households and for other similar general applications. Before starting the installation, read this manual carefully and keep it for future reference. The product must be installed by a qualified electrician in accordance with the applicable regulations. Disconnect the power supply before any installation or maintenance work. Do not use damaged products. The light source of this luminaire shall only be replaced by the manufacturer or his service agent or a similar qualified person. bbox=[682, 322, 814, 346]
label-p2: P2 bbox=[48, 154, 53, 159]
label-p17: P17 bbox=[76, 303, 84, 308]
body-text: Product designed for the use in households and for other similar general applications. Before starting the installation, read this manual carefully and keep it for future reference. The product must be installed by a qualified electrician in accordance with the applicable regulations. Disconnect the power supply before any installation or maintenance work. Do not use damaged products. The light source of this luminaire shall only be replaced by the manufacturer or his service agent or a similar qualified person. bbox=[322, 171, 492, 190]
body-text: Product designed for the use in households and for other similar general applications. Before starting the installation, read this manual carefully and keep it for future reference. The product must be installed by a qualified electrician in accordance with the applicable regulations. Disconnect the power supply before any installation or maintenance work. Do not use damaged products. The light source of this luminaire shall only be replaced by the manufacturer or his service agent or a similar qualified person. bbox=[198, 747, 318, 775]
body-text: Product designed for the use in households and for other similar general applications. Before starting the installation, read this manual carefully and keep it for future reference. The product must be installed by a qualified electrician in accordance with the applicable regulations. Disconnect the power supply before any installation or maintenance work. Do not use damaged products. The light source of this luminaire shall only be replaced by the manufacturer or his service agent or a similar qualified person. bbox=[8, 457, 188, 473]
body-text: Product designed for the use in households and for other similar general applications. Before starting the installation, read this manual carefully and keep it for future reference. The product must be installed by a qualified electrician in accordance with the applicable regulations. Disconnect the power supply before any installation or maintenance work. Do not use damaged products. The light source of this luminaire shall only be replaced by the manufacturer or his service agent or a similar qualified person. bbox=[820, 132, 966, 151]
label-p13: P13 bbox=[20, 266, 28, 271]
gb-text-block: GB INTENDED USE / APPLICATION Product designed for the use in households and for other similar general applications. MOUNTING Product designed for the use in households and for other similar general applications. Before starting the installation, read this manual carefully and keep it for future reference. The product must be installed by a qualified electrician in accordance with the applicable regulations. Disconnect the power supply before any installation or maintenance work. Do not use damaged products. The light source of this luminaire shall only be replaced by the manufacturer or his service agent or a similar qualified person. Product designed for the use in households and for other similar general applications. Before starting the installation, read this manual carefully and keep it for future reference. The product must be installed by a qualified electrician in accordance with the applicable regulations. Disconnect the power supply before any installation or maintenance work. Do not use damaged products. The light source of this luminaire shall only be replaced by the manufacturer or his service agent or a similar qualified person. Product designed for the use in households and for other similar general applications. Before starting the installation, read this manual carefully and keep it for future reference. The product must be installed by a qualified electrician in accordance with the applicable regulations. Disconnect the power supply before any installation or maintenance work. Do not use damaged products. The light source of this luminaire shall only be replaced by the manufacturer or his service agent or a similar qualified person. SAFETY CONDITIONS Product designed for the use in households and for other similar general applications. Before starting the installation, read this manual carefully and keep it for future reference. The product must be installed by a qualified electrician in accordance with the applicable regulations. Disconnect the power supply before any installation or maintenance work. Do not use damaged products. The light source of this luminaire shall only be replaced by the manufacturer or his service agent or a similar qualified person. Product designed for the use in households and for other similar general applications. Before starting the installation, read this manual carefully and keep it for future reference. The product must be installed by a qualified electrician in accordance with the applicable regulations. Disconnect the power supply before any installation or maintenance work. Do not use damaged products. The light source of this luminaire shall only be replaced by the manufacturer or his service agent or a similar qualified person. ENVIRONMENTAL PROTECTION Product designed for the use in households and for other similar general applications. Before starting the installation, read this manual carefully and keep it for future reference. The product must be installed by a qualified electrician in accordance with the applicable regulations. Disconnect the power supply before any installation or maintenance work. Do not use damaged products. The light source of this luminaire shall only be replaced by the manufacturer or his service agent or a similar qualified person. Product designed for the use in households and for other similar general applications. Before starting the installation, read this manual carefully and keep it for future reference. The product must be installed by a qualified electrician in accordance with the applicable regulations. Disconnect the power supply before any installation or maintenance work. Do not use damaged products. The light source of this luminaire shall only be replaced by the manufacturer or his service agent or a similar qualified person. COMMENTS / GUIDELINES Product designed for the use in households and for other similar general applications. Before starting the installation, read this manual carefully and keep it for future reference. The product must be installed by a qualified electrician in accordance with the applicable regulations. Disconnect the power supply before any installation or maintenance work. Do not use damaged products. The light source of this luminaire shall only be replaced by the manufacturer or his service agent or a similar qualified person. DE VERWENDUNG / ANWENDUNG Product designed for the use in households and for other similar general applications. Before starting the installation, read this manual carefully and keep it for future reference. The product must be installed by a qualified electrician in accordance with the applicable regulations. Disconnect the power supply before any installation or maintenance work. Do not use damaged products. The light source of this luminaire shall only be replaced by the manufacturer or his service agent or a similar qualified person. Product designed for the use in households and for other similar general applications. Before starting the installation, read this manual carefully and keep it for future reference. The product must be installed by a qualified electrician in accordance with the applicable regulations. Disconnect the power supply before any installation or maintenance work. Do not use damaged products. The light source of this luminaire shall only be replaced by the manufacturer or his service agent or a similar qualified person. Product designed for the use in households and for other similar general applications. Before starting the installation, read this manual carefully and keep it for future reference. The product must be installed by a qualified electrician in accordance with the applicable regulations. Disconnect the power supply before any installation or maintenance work. Do not use damaged products. The light source of this luminaire shall only be replaced by the manufacturer or his service agent or a similar qualified person. Product designed for the use in households and for other similar general applications. Before starting the installation, read this manual carefully and keep it for future reference. The product must be installed by a qualified electrician in accordance with the applicable regulations. Disconnect the power supply before any installation or maintenance work. Do not use damaged products. The light source of this luminaire shall only be replaced by the manufacturer or his service agent or a similar qualified person. Product designed for the use in households and for other similar general applications. Before starting the installation, read this manual carefully and keep it for future reference. The product must be installed by a qualified electrician in accordance with the applicable regulations. Disconnect the power supply before any installation or maintenance work. Do not use damaged products. The light source of this luminaire shall only be replaced by the manufacturer or his service agent or a similar qualified person. Product designed for the use in households and for other similar general applications. Before starting the installation, read this manual carefully and keep it for future reference. The product must be installed by a qualified electrician in accordance with the applicable regulations. Disconnect the power supply before any installation or maintenance work. Do not use damaged products. The light source of this luminaire shall only be replaced by the manufacturer or his service agent or a similar qualified person. bbox=[8, 375, 188, 631]
body-text: Product designed for the use in households and for other similar general applications. Before starting the installation, read this manual carefully and keep it for future reference. The product must be installed by a qualified electrician in accordance with the applicable regulations. Disconnect the power supply before any installation or maintenance work. Do not use damaged products. The light source of this luminaire shall only be replaced by the manufacturer or his service agent or a similar qualified person. bbox=[198, 667, 318, 694]
language-badge-it: IT bbox=[166, 235, 188, 241]
panel-5 bbox=[682, 10, 814, 718]
language-badge-nl: NL bbox=[166, 218, 188, 224]
doc-number: 00581 bbox=[18, 353, 28, 357]
body-text: Product designed for the use in households and for other similar general applications. Before starting the installation, read this manual carefully and keep it for future reference. The product must be installed by a qualified electrician in accordance with the applicable regulations. Disconnect the power supply before any installation or maintenance work. Do not use damaged products. The light source of this luminaire shall only be replaced by the manufacturer or his service agent or a similar qualified person. bbox=[322, 210, 492, 229]
label-p1: P1 bbox=[20, 154, 25, 159]
body-text: Product designed for the use in households and for other similar general applications. Before starting the installation, read this manual carefully and keep it for future reference. The product must be installed by a qualified electrician in accordance with the applicable regulations. Disconnect the power supply before any installation or maintenance work. Do not use damaged products. The light source of this luminaire shall only be replaced by the manufacturer or his service agent or a similar qualified person. bbox=[820, 9, 966, 28]
body-text: Product designed for the use in households and for other similar general applications. Before starting the installation, read this manual carefully and keep it for future reference. The product must be installed by a qualified electrician in accordance with the applicable regulations. Disconnect the power supply before any installation or maintenance work. Do not use damaged products. The light source of this luminaire shall only be replaced by the manufacturer or his service agent or a similar qualified person. bbox=[682, 299, 814, 323]
body-text: Product designed for the use in households and for other similar general applications. Before starting the installation, read this manual carefully and keep it for future reference. The product must be installed by a qualified electrician in accordance with the applicable regulations. Disconnect the power supply before any installation or maintenance work. Do not use damaged products. The light source of this luminaire shall only be replaced by the manufacturer or his service agent or a similar qualified person. bbox=[198, 472, 318, 499]
fold-mark-top-3: FOLD bbox=[678, 2, 692, 8]
body-text: Product designed for the use in households and for other similar general applications. Before starting the installation, read this manual carefully and keep it for future reference. The product must be installed by a qualified electrician in accordance with the applicable regulations. Disconnect the power supply before any installation or maintenance work. Do not use damaged products. The light source of this luminaire shall only be replaced by the manufacturer or his service agent or a similar qualified person. bbox=[498, 311, 676, 327]
fold-mark-bottom-1: FOLD bbox=[315, 719, 329, 725]
body-text: Product designed for the use in households and for other similar general applications. Before starting the installation, read this manual carefully and keep it for future reference. The product must be installed by a qualified electrician in accordance with the applicable regulations. Disconnect the power supply before any installation or maintenance work. Do not use damaged products. The light source of this luminaire shall only be replaced by the manufacturer or his service agent or a similar qualified person. bbox=[322, 87, 492, 106]
body-text: Product designed for the use in households and for other similar general applications. Before starting the installation, read this manual carefully and keep it for future reference. The product must be installed by a qualified electrician in accordance with the applicable regulations. Disconnect the power supply before any installation or maintenance work. Do not use damaged products. The light source of this luminaire shall only be replaced by the manufacturer or his service agent or a similar qualified person. bbox=[198, 613, 318, 640]
body-text: Product designed for the use in households and for other similar general applications. Before starting the installation, read this manual carefully and keep it for future reference. The product must be installed by a qualified electrician in accordance with the applicable regulations. Disconnect the power supply before any installation or maintenance work. Do not use damaged products. The light source of this luminaire shall only be replaced by the manufacturer or his service agent or a similar qualified person. bbox=[8, 551, 188, 567]
fold-mark-left: FOLD bbox=[1, 360, 15, 366]
panel-4-text: Product designed for the use in households and for other similar general applications. Before starting the installation, read this manual carefully and keep it for future reference. The product must be installed by a qualified electrician in accordance with the applicable regulations. Disconnect the power supply before any installation or maintenance work. Do not use damaged products. The light source of this luminaire shall only be replaced by the manufacturer or his service agent or a similar qualified person. Product designed for the use in households and for other similar general applications. Before starting the installation, read this manual carefully and keep it for future reference. The product must be installed by a qualified electrician in accordance with the applicable regulations. Disconnect the power supply before any installation or maintenance work. Do not use damaged products. The light source of this luminaire shall only be replaced by the manufacturer or his service agent or a similar qualified person. Product designed for the use in households and for other similar general applications. Before starting the installation, read this manual carefully and keep it for future reference. The product must be installed by a qualified electrician in accordance with the applicable regulations. Disconnect the power supply before any installation or maintenance work. Do not use damaged products. The light source of this luminaire shall only be replaced by the manufacturer or his service agent or a similar qualified person. Product designed for the use in households and for other similar general applications. Before starting the installation, read this manual carefully and keep it for future reference. The product must be installed by a qualified electrician in accordance with the applicable regulations. Disconnect the power supply before any installation or maintenance work. Do not use damaged products. The light source of this luminaire shall only be replaced by the manufacturer or his service agent or a similar qualified person. Product designed for the use in households and for other similar general applications. Before starting the installation, read this manual carefully and keep it for future reference. The product must be installed by a qualified electrician in accordance with the applicable regulations. Disconnect the power supply before any installation or maintenance work. Do not use damaged products. The light source of this luminaire shall only be replaced by the manufacturer or his service agent or a similar qualified person. UA ПРИЗНАЧЕННЯ / ЗАСТОСУВАННЯ Product designed for the use in households and for other similar general applications. Before starting the installation, read this manual carefully and keep it for future reference. The product must be installed by a qualified electrician in accordance with the applicable regulations. Disconnect the power supply before any installation or maintenance work. Do not use damaged products. The light source of this luminaire shall only be replaced by the manufacturer or his service agent or a similar qualified person. Product designed for the use in households and for other similar general applications. Before starting the installation, read this manual carefully and keep it for future reference. The product must be installed by a qualified electrician in accordance with the applicable regulations. Disconnect the power supply before any installation or maintenance work. Do not use damaged products. The light source of this luminaire shall only be replaced by the manufacturer or his service agent or a similar qualified person. Product designed for the use in households and for other similar general applications. Before starting the installation, read this manual carefully and keep it for future reference. The product must be installed by a qualified electrician in accordance with the applicable regulations. Disconnect the power supply before any installation or maintenance work. Do not use damaged products. The light source of this luminaire shall only be replaced by the manufacturer or his service agent or a similar qualified person. Product designed for the use in households and for other similar general applications. Before starting the installation, read this manual carefully and keep it for future reference. The product must be installed by a qualified electrician in accordance with the applicable regulations. Disconnect the power supply before any installation or maintenance work. Do not use damaged products. The light source of this luminaire shall only be replaced by the manufacturer or his service agent or a similar qualified person. Product designed for the use in households and for other similar general applications. Before starting the installation, read this manual carefully and keep it for future reference. The product must be installed by a qualified electrician in accordance with the applicable regulations. Disconnect the power supply before any installation or maintenance work. Do not use damaged products. The light source of this luminaire shall only be replaced by the manufacturer or his service agent or a similar qualified person. Product designed for the use in households and for other similar general applications. Before starting the installation, read this manual carefully and keep it for future reference. The product must be installed by a qualified electrician in accordance with the applicable regulations. Disconnect the power supply before any installation or maintenance work. Do not use damaged products. The light source of this luminaire shall only be replaced by the manufacturer or his service agent or a similar qualified person. RU НАЗНАЧЕНИЕ / ПРИМЕНЕНИЕ Product designed for the use in households and for other similar general applications. Before starting the installation, read this manual carefully and keep it for future reference. The product must be installed by a qualified electrician in accordance with the applicable regulations. Disconnect the power supply before any installation or maintenance work. Do not use damaged products. The light source of this luminaire shall only be replaced by the manufacturer or his service agent or a similar qualified person. Product designed for the use in households and for other similar general applications. Before starting the installation, read this manual carefully and keep it for future reference. The product must be installed by a qualified electrician in accordance with the applicable regulations. Disconnect the power supply before any installation or maintenance work. Do not use damaged products. The light source of this luminaire shall only be replaced by the manufacturer or his service agent or a similar qualified person. Product designed for the use in households and for other similar general applications. Before starting the installation, read this manual carefully and keep it for future reference. The product must be installed by a qualified electrician in accordance with the applicable regulations. Disconnect the power supply before any installation or maintenance work. Do not use damaged products. The light source of this luminaire shall only be replaced by the manufacturer or his service agent or a similar qualified person. Product designed for the use in households and for other similar general applications. Before starting the installation, read this manual carefully and keep it for future reference. The product must be installed by a qualified electrician in accordance with the applicable regulations. Disconnect the power supply before any installation or maintenance work. Do not use damaged products. The light source of this luminaire shall only be replaced by the manufacturer or his service agent or a similar qualified person. Product designed for the use in households and for other similar general applications. Before starting the installation, read this manual carefully and keep it for future reference. The product must be installed by a qualified electrician in accordance with the applicable regulations. Disconnect the power supply before any installation or maintenance work. Do not use damaged products. The light source of this luminaire shall only be replaced by the manufacturer or his service agent or a similar qualified person. Product designed for the use in households and for other similar general applications. Before starting the installation, read this manual carefully and keep it for future reference. The product must be installed by a qualified electrician in accordance with the applicable regulations. Disconnect the power supply before any installation or maintenance work. Do not use damaged products. The light source of this luminaire shall only be replaced by the manufacturer or his service agent or a similar qualified person. LT PASKIRTIS / PANAUDOJIMAS Product designed for the use in households and for other similar general applications. Before starting the installation, read this manual carefully and keep it for future reference. The product must be installed by a qualified electrician in accordance with the applicable regulations. Disconnect the power supply before any installation or maintenance work. Do not use damaged products. The light source of this luminaire shall only be replaced by the manufacturer or his service agent or a similar qualified person. Product designed for the use in households and for other similar general applications. Before starting the installation, read this manual carefully and keep it for future reference. The product must be installed by a qualified electrician in accordance with the applicable regulations. Disconnect the power supply before any installation or maintenance work. Do not use damaged products. The light source of this luminaire shall only be replaced by the manufacturer or his service agent or a similar qualified person. Product designed for the use in households and for other similar general applications. Before starting the installation, read this manual carefully and keep it for future reference. The product must be installed by a qualified electrician in accordance with the applicable regulations. Disconnect the power supply before any installation or maintenance work. Do not use damaged products. The light source of this luminaire shall only be replaced by the manufacturer or his service agent or a similar qualified person. Product designed for the use in households and for other similar general applications. Before starting the installation, read this manual carefully and keep it for future reference. The product must be installed by a qualified electrician in accordance with the applicable regulations. Disconnect the power supply before any installation or maintenance work. Do not use damaged products. The light source of this luminaire shall only be replaced by the manufacturer or his service agent or a similar qualified person. Product designed for the use in households and for other similar general applications. Before starting the installation, read this manual carefully and keep it for future reference. The product must be installed by a qualified electrician in accordance with the applicable regulations. Disconnect the power supply before any installation or maintenance work. Do not use damaged products. The light source of this luminaire shall only be replaced by the manufacturer or his service agent or a similar qualified person. LV PIELIETOJUMS / LIETOŠANA Product designed for the use in households and for other similar general applications. Before starting the installation, read this manual carefully and keep it for future reference. The product must be installed by a qualified electrician in accordance with the applicable regulations. Disconnect the power supply before any installation or maintenance work. Do not use damaged products. The light source of this luminaire shall only be replaced by the manufacturer or his service agent or a similar qualified person. Product designed for the use in households and for other similar general applications. Before starting the installation, read this manual carefully and keep it for future reference. The product must be installed by a qualified electrician in accordance with the applicable regulations. Disconnect the power supply before any installation or maintenance work. Do not use damaged products. The light source of this luminaire shall only be replaced by the manufacturer or his service agent or a similar qualified person. Product designed for the use in households and for other similar general applications. Before starting the installation, read this manual carefully and keep it for future reference. The product must be installed by a qualified electrician in accordance with the applicable regulations. Disconnect the power supply before any installation or maintenance work. Do not use damaged products. The light source of this luminaire shall only be replaced by the manufacturer or his service agent or a similar qualified person. Product designed for the use in households and for other similar general applications. Before starting the installation, read this manual carefully and keep it for future reference. The product must be installed by a qualified electrician in accordance with the applicable regulations. Disconnect the power supply before any installation or maintenance work. Do not use damaged products. The light source of this luminaire shall only be replaced by the manufacturer or his service agent or a similar qualified person. bbox=[498, 9, 676, 444]
language-badge-si: SI bbox=[166, 210, 188, 216]
hand-icon bbox=[136, 242, 148, 256]
body-text: Product designed for the use in households and for other similar general applications. Before starting the installation, read this manual carefully and keep it for future reference. The product must be installed by a qualified electrician in accordance with the applicable regulations. Disconnect the power supply before any installation or maintenance work. Do not use damaged products. The light source of this luminaire shall only be replaced by the manufacturer or his service agent or a similar qualified person. bbox=[820, 28, 966, 48]
ce-mark-icon bbox=[137, 165, 152, 179]
body-text: Product designed for the use in households and for other similar general applications. Before starting the installation, read this manual carefully and keep it for future reference. The product must be installed by a qualified electrician in accordance with the applicable regulations. Disconnect the power supply before any installation or maintenance work. Do not use damaged products. The light source of this luminaire shall only be replaced by the manufacturer or his service agent or a similar qualified person. bbox=[498, 56, 676, 72]
label-p10: P10 bbox=[76, 228, 84, 233]
body-text: Product designed for the use in households and for other similar general applications. Before starting the installation, read this manual carefully and keep it for future reference. The product must be installed by a qualified electrician in accordance with the applicable regulations. Disconnect the power supply before any installation or maintenance work. Do not use damaged products. The light source of this luminaire shall only be replaced by the manufacturer or his service agent or a similar qualified person. bbox=[682, 107, 814, 131]
body-text: Product designed for the use in households and for other similar general applications. Before starting the installation, read this manual carefully and keep it for future reference. The product must be installed by a qualified electrician in accordance with the applicable regulations. Disconnect the power supply before any installation or maintenance work. Do not use damaged products. The light source of this luminaire shall only be replaced by the manufacturer or his service agent or a similar qualified person. bbox=[682, 177, 814, 201]
body-text: Product designed for the use in households and for other similar general applications. Before starting the installation, read this manual carefully and keep it for future reference. The product must be installed by a qualified electrician in accordance with the applicable regulations. Disconnect the power supply before any installation or maintenance work. Do not use damaged products. The light source of this luminaire shall only be replaced by the manufacturer or his service agent or a similar qualified person. bbox=[322, 67, 492, 87]
language-badge-lv: LV bbox=[166, 159, 188, 165]
body-text: Product designed for the use in households and for other similar general applications. Before starting the installation, read this manual carefully and keep it for future reference. The product must be installed by a qualified electrician in accordance with the applicable regulations. Disconnect the power supply before any installation or maintenance work. Do not use damaged products. The light source of this luminaire shall only be replaced by the manufacturer or his service agent or a similar qualified person. bbox=[8, 583, 188, 599]
body-text: Product designed for the use in households and for other similar general applications. Before starting the installation, read this manual carefully and keep it for future reference. The product must be installed by a qualified electrician in accordance with the applicable regulations. Disconnect the power supply before any installation or maintenance work. Do not use damaged products. The light source of this luminaire shall only be replaced by the manufacturer or his service agent or a similar qualified person. bbox=[820, 216, 966, 235]
body-text: Product designed for the use in households and for other similar general applications. Before starting the installation, read this manual carefully and keep it for future reference. The product must be installed by a qualified electrician in accordance with the applicable regulations. Disconnect the power supply before any installation or maintenance work. Do not use damaged products. The light source of this luminaire shall only be replaced by the manufacturer or his service agent or a similar qualified person. bbox=[820, 364, 966, 384]
fold-mark-top-2: FOLD bbox=[494, 2, 508, 8]
body-text: Product designed for the use in households and for other similar general applications. Before starting the installation, read this manual carefully and keep it for future reference. The product must be installed by a qualified electrician in accordance with the applicable regulations. Disconnect the power supply before any installation or maintenance work. Do not use damaged products. The light source of this luminaire shall only be replaced by the manufacturer or his service agent or a similar qualified person. bbox=[820, 151, 966, 171]
body-text: Product designed for the use in households and for other similar general applications. Before starting the installation, read this manual carefully and keep it for future reference. The product must be installed by a qualified electrician in accordance with the applicable regulations. Disconnect the power supply before any installation or maintenance work. Do not use damaged products. The light source of this luminaire shall only be replaced by the manufacturer or his service agent or a similar qualified person. bbox=[198, 284, 318, 311]
body-text: Product designed for the use in households and for other similar general applications. Before starting the installation, read this manual carefully and keep it for future reference. The product must be installed by a qualified electrician in accordance with the applicable regulations. Disconnect the power supply before any installation or maintenance work. Do not use damaged products. The light source of this luminaire shall only be replaced by the manufacturer or his service agent or a similar qualified person. bbox=[498, 72, 676, 88]
language-badge-lt: LT bbox=[166, 150, 188, 156]
body-text: Product designed for the use in households and for other similar general applications. Before starting the installation, read this manual carefully and keep it for future reference. The product must be installed by a qualified electrician in accordance with the applicable regulations. Disconnect the power supply before any installation or maintenance work. Do not use damaged products. The light source of this luminaire shall only be replaced by the manufacturer or his service agent or a similar qualified person. bbox=[498, 226, 676, 242]
body-text: Product designed for the use in households and for other similar general applications. Before starting the installation, read this manual carefully and keep it for future reference. The product must be installed by a qualified electrician in accordance with the applicable regulations. Disconnect the power supply before any installation or maintenance work. Do not use damaged products. The light source of this luminaire shall only be replaced by the manufacturer or his service agent or a similar qualified person. bbox=[820, 112, 966, 132]
body-text: Product designed for the use in households and for other similar general applications. Before starting the installation, read this manual carefully and keep it for future reference. The product must be installed by a qualified electrician in accordance with the applicable regulations. Disconnect the power supply before any installation or maintenance work. Do not use damaged products. The light source of this luminaire shall only be replaced by the manufacturer or his service agent or a similar qualified person. bbox=[682, 55, 814, 78]
language-badge-gb: GB bbox=[166, 82, 188, 88]
voltage-label: 220-240V~ 50/60Hz bbox=[20, 183, 47, 187]
body-text: Product designed for the use in households and for other similar general applications. Before starting the installation, read this manual carefully and keep it for future reference. The product must be installed by a qualified electrician in accordance with the applicable regulations. Disconnect the power supply before any installation or maintenance work. Do not use damaged products. The light source of this luminaire shall only be replaced by the manufacturer or his service agent or a similar qualified person. bbox=[498, 40, 676, 56]
body-text: Product designed for the use in households and for other similar general applications. Before starting the installation, read this manual carefully and keep it for future reference. The product must be installed by a qualified electrician in accordance with the applicable regulations. Disconnect the power supply before any installation or maintenance work. Do not use damaged products. The light source of this luminaire shall only be replaced by the manufacturer or his service agent or a similar qualified person. bbox=[322, 495, 492, 515]
panel-2 bbox=[198, 9, 318, 802]
body-text: Product designed for the use in households and for other similar general applications. Before starting the installation, read this manual carefully and keep it for future reference. The product must be installed by a qualified electrician in accordance with the applicable regulations. Disconnect the power supply before any installation or maintenance work. Do not use damaged products. The light source of this luminaire shall only be replaced by the manufacturer or his service agent or a similar qualified person. bbox=[498, 210, 676, 226]
body-text: Product designed for the use in households and for other similar general applications. Before starting the installation, read this manual carefully and keep it for future reference. The product must be installed by a qualified electrician in accordance with the applicable regulations. Disconnect the power supply before any installation or maintenance work. Do not use damaged products. The light source of this luminaire shall only be replaced by the manufacturer or his service agent or a similar qualified person. bbox=[198, 170, 318, 197]
body-text: Product designed for the use in households and for other similar general applications. Before starting the installation, read this manual carefully and keep it for future reference. The product must be installed by a qualified electrician in accordance with the applicable regulations. Disconnect the power supply before any installation or maintenance work. Do not use damaged products. The light source of this luminaire shall only be replaced by the manufacturer or his service agent or a similar qualified person. bbox=[682, 154, 814, 177]
language-badge-ro: RO bbox=[166, 133, 188, 139]
body-text: Product designed for the use in households and for other similar general applications. Before starting the installation, read this manual carefully and keep it for future reference. The product must be installed by a qualified electrician in accordance with the applicable regulations. Disconnect the power supply before any installation or maintenance work. Do not use damaged products. The light source of this luminaire shall only be replaced by the manufacturer or his service agent or a similar qualified person. bbox=[322, 514, 492, 534]
body-text: Product designed for the use in households and for other similar general applications. Before starting the installation, read this manual carefully and keep it for future reference. The product must be installed by a qualified electrician in accordance with the applicable regulations. Disconnect the power supply before any installation or maintenance work. Do not use damaged products. The light source of this luminaire shall only be replaced by the manufacturer or his service agent or a similar qualified person. bbox=[682, 444, 814, 468]
label-p9: P9 bbox=[48, 228, 53, 233]
body-text: Product designed for the use in households and for other similar general applications. Before starting the installation, read this manual carefully and keep it for future reference. The product must be installed by a qualified electrician in accordance with the applicable regulations. Disconnect the power supply before any installation or maintenance work. Do not use damaged products. The light source of this luminaire shall only be replaced by the manufacturer or his service agent or a similar qualified person. bbox=[8, 405, 188, 421]
body-text: Product designed for the use in households and for other similar general applications. Before starting the installation, read this manual carefully and keep it for future reference. The product must be installed by a qualified electrician in accordance with the applicable regulations. Disconnect the power supply before any installation or maintenance work. Do not use damaged products. The light source of this luminaire shall only be replaced by the manufacturer or his service agent or a similar qualified person. bbox=[820, 177, 966, 196]
body-text: Product designed for the use in households and for other similar general applications. Before starting the installation, read this manual carefully and keep it for future reference. The product must be installed by a qualified electrician in accordance with the applicable regulations. Disconnect the power supply before any installation or maintenance work. Do not use damaged products. The light source of this luminaire shall only be replaced by the manufacturer or his service agent or a similar qualified person. bbox=[498, 380, 676, 396]
body-text: Product designed for the use in households and for other similar general applications. Before starting the installation, read this manual carefully and keep it for future reference. The product must be installed by a qualified electrician in accordance with the applicable regulations. Disconnect the power supply before any installation or maintenance work. Do not use damaged products. The light source of this luminaire shall only be replaced by the manufacturer or his service agent or a similar qualified person. bbox=[322, 313, 492, 333]
class-two-icon bbox=[106, 238, 122, 254]
body-text: Product designed for the use in households and for other similar general applications. Before starting the installation, read this manual carefully and keep it for future reference. The product must be installed by a qualified electrician in accordance with the applicable regulations. Disconnect the power supply before any installation or maintenance work. Do not use damaged products. The light source of this luminaire shall only be replaced by the manufacturer or his service agent or a similar qualified person. bbox=[498, 141, 676, 157]
light-bulb-icon bbox=[110, 164, 122, 181]
cut-mark-top-left: CUT bbox=[6, 2, 17, 8]
body-text: Product designed for the use in households and for other similar general applications. Before starting the installation, read this manual carefully and keep it for future reference. The product must be installed by a qualified electrician in accordance with the applicable regulations. Disconnect the power supply before any installation or maintenance work. Do not use damaged products. The light source of this luminaire shall only be replaced by the manufacturer or his service agent or a similar qualified person. bbox=[198, 720, 318, 748]
body-text: Product designed for the use in households and for other similar general applications. Before starting the installation, read this manual carefully and keep it for future reference. The product must be installed by a qualified electrician in accordance with the applicable regulations. Disconnect the power supply before any installation or maintenance work. Do not use damaged products. The light source of this luminaire shall only be replaced by the manufacturer or his service agent or a similar qualified person. bbox=[682, 32, 814, 55]
body-text: Product designed for the use in households and for other similar general applications. Before starting the installation, read this manual carefully and keep it for future reference. The product must be installed by a qualified electrician in accordance with the applicable regulations. Disconnect the power supply before any installation or maintenance work. Do not use damaged products. The light source of this luminaire shall only be replaced by the manufacturer or his service agent or a similar qualified person. bbox=[820, 255, 966, 274]
language-badge-hr: HR bbox=[166, 201, 188, 207]
touch-icon bbox=[48, 312, 68, 332]
panel-6 bbox=[820, 10, 966, 718]
body-text: Product designed for the use in households and for other similar general applications. Before starting the installation, read this manual carefully and keep it for future reference. The product must be installed by a qualified electrician in accordance with the applicable regulations. Disconnect the power supply before any installation or maintenance work. Do not use damaged products. The light source of this luminaire shall only be replaced by the manufacturer or his service agent or a similar qualified person. bbox=[498, 194, 676, 211]
cut-mark-bottom-left: CUT bbox=[6, 719, 17, 725]
label-p3: P3 bbox=[76, 154, 81, 159]
body-text: Product designed for the use in households and for other similar general applications. Before starting the installation, read this manual carefully and keep it for future reference. The product must be installed by a qualified electrician in accordance with the applicable regulations. Disconnect the power supply before any installation or maintenance work. Do not use damaged products. The light source of this luminaire shall only be replaced by the manufacturer or his service agent or a similar qualified person. bbox=[322, 106, 492, 126]
led-icon bbox=[80, 164, 98, 180]
body-text: Product designed for the use in households and for other similar general applications. Before starting the installation, read this manual carefully and keep it for future reference. The product must be installed by a qualified electrician in accordance with the applicable regulations. Disconnect the power supply before any installation or maintenance work. Do not use damaged products. The light source of this luminaire shall only be replaced by the manufacturer or his service agent or a similar qualified person. bbox=[820, 73, 966, 93]
body-text: Product designed for the use in households and for other similar general applications. Before starting the installation, read this manual carefully and keep it for future reference. The product must be installed by a qualified electrician in accordance with the applicable regulations. Disconnect the power supply before any installation or maintenance work. Do not use damaged products. The light source of this luminaire shall only be replaced by the manufacturer or his service agent or a similar qualified person. bbox=[322, 352, 492, 372]
body-text: Product designed for the use in households and for other similar general applications. Before starting the installation, read this manual carefully and keep it for future reference. The product must be installed by a qualified electrician in accordance with the applicable regulations. Disconnect the power supply before any installation or maintenance work. Do not use damaged products. The light source of this luminaire shall only be replaced by the manufacturer or his service agent or a similar qualified person. bbox=[198, 197, 318, 224]
body-text: Product designed for the use in households and for other similar general applications. Before starting the installation, read this manual carefully and keep it for future reference. The product must be installed by a qualified electrician in accordance with the applicable regulations. Disconnect the power supply before any installation or maintenance work. Do not use damaged products. The light source of this luminaire shall only be replaced by the manufacturer or his service agent or a similar qualified person. bbox=[198, 553, 318, 580]
language-badge-bg: BG bbox=[166, 193, 188, 199]
language-badge-ee: EE bbox=[166, 167, 188, 173]
language-badge-se: SE bbox=[166, 244, 188, 250]
body-text: Product designed for the use in households and for other similar general applications. Before starting the installation, read this manual carefully and keep it for future reference. The product must be installed by a qualified electrician in accordance with the applicable regulations. Disconnect the power supply before any installation or maintenance work. Do not use damaged products. The light source of this luminaire shall only be replaced by the manufacturer or his service agent or a similar qualified person. bbox=[682, 276, 814, 299]
label-p6: P6 bbox=[20, 190, 25, 195]
screw-icon bbox=[51, 277, 65, 291]
body-text: Product designed for the use in households and for other similar general applications. Before starting the installation, read this manual carefully and keep it for future reference. The product must be installed by a qualified electrician in accordance with the applicable regulations. Disconnect the power supply before any installation or maintenance work. Do not use damaged products. The light source of this luminaire shall only be replaced by the manufacturer or his service agent or a similar qualified person. bbox=[8, 493, 188, 509]
body-text: Product designed for the use in households and for other similar general applications. Before starting the installation, read this manual carefully and keep it for future reference. The product must be installed by a qualified electrician in accordance with the applicable regulations. Disconnect the power supply before any installation or maintenance work. Do not use damaged products. The light source of this luminaire shall only be replaced by the manufacturer or his service agent or a similar qualified person. bbox=[8, 441, 188, 457]
body-text: Product designed for the use in households and for other similar general applications. Before starting the installation, read this manual carefully and keep it for future reference. The product must be installed by a qualified electrician in accordance with the applicable regulations. Disconnect the power supply before any installation or maintenance work. Do not use damaged products. The light source of this luminaire shall only be replaced by the manufacturer or his service agent or a similar qualified person. bbox=[498, 274, 676, 290]
panel-5-text: Product designed for the use in households and for other similar general applications. Before starting the installation, read this manual carefully and keep it for future reference. The product must be installed by a qualified electrician in accordance with the applicable regulations. Disconnect the power supply before any installation or maintenance work. Do not use damaged products. The light source of this luminaire shall only be replaced by the manufacturer or his service agent or a similar qualified person. Product designed for the use in households and for other similar general applications. Before starting the installation, read this manual carefully and keep it for future reference. The product must be installed by a qualified electrician in accordance with the applicable regulations. Disconnect the power supply before any installation or maintenance work. Do not use damaged products. The light source of this luminaire shall only be replaced by the manufacturer or his service agent or a similar qualified person. Product designed for the use in households and for other similar general applications. Before starting the installation, read this manual carefully and keep it for future reference. The product must be installed by a qualified electrician in accordance with the applicable regulations. Disconnect the power supply before any installation or maintenance work. Do not use damaged products. The light source of this luminaire shall only be replaced by the manufacturer or his service agent or a similar qualified person. Product designed for the use in households and for other similar general applications. Before starting the installation, read this manual carefully and keep it for future reference. The product must be installed by a qualified electrician in accordance with the applicable regulations. Disconnect the power supply before any installation or maintenance work. Do not use damaged products. The light source of this luminaire shall only be replaced by the manufacturer or his service agent or a similar qualified person. BG ПРЕДНАЗНАЧЕНИЕ / ПРИЛОЖЕНИЕ Product designed for the use in households and for other similar general applications. Before starting the installation, read this manual carefully and keep it for future reference. The product must be installed by a qualified electrician in accordance with the applicable regulations. Disconnect the power supply before any installation or maintenance work. Do not use damaged products. The light source of this luminaire shall only be replaced by the manufacturer or his service agent or a similar qualified person. Product designed for the use in households and for other similar general applications. Before starting the installation, read this manual carefully and keep it for future reference. The product must be installed by a qualified electrician in accordance with the applicable regulations. Disconnect the power supply before any installation or maintenance work. Do not use damaged products. The light source of this luminaire shall only be replaced by the manufacturer or his service agent or a similar qualified person. Product designed for the use in households and for other similar general applications. Before starting the installation, read this manual carefully and keep it for future reference. The product must be installed by a qualified electrician in accordance with the applicable regulations. Disconnect the power supply before any installation or maintenance work. Do not use damaged products. The light source of this luminaire shall only be replaced by the manufacturer or his service agent or a similar qualified person. Product designed for the use in households and for other similar general applications. Before starting the installation, read this manual carefully and keep it for future reference. The product must be installed by a qualified electrician in accordance with the applicable regulations. Disconnect the power supply before any installation or maintenance work. Do not use damaged products. The light source of this luminaire shall only be replaced by the manufacturer or his service agent or a similar qualified person. Product designed for the use in households and for other similar general applications. Before starting the installation, read this manual carefully and keep it for future reference. The product must be installed by a qualified electrician in accordance with the applicable regulations. Disconnect the power supply before any installation or maintenance work. Do not use damaged products. The light source of this luminaire shall only be replaced by the manufacturer or his service agent or a similar qualified person. Product designed for the use in households and for other similar general applications. Before starting the installation, read this manual carefully and keep it for future reference. The product must be installed by a qualified electrician in accordance with the applicable regulations. Disconnect the power supply before any installation or maintenance work. Do not use damaged products. The light source of this luminaire shall only be replaced by the manufacturer or his service agent or a similar qualified person. ES DESTINO / APLICACIÓN Product designed for the use in households and for other similar general applications. Before starting the installation, read this manual carefully and keep it for future reference. The product must be installed by a qualified electrician in accordance with the applicable regulations. Disconnect the power supply before any installation or maintenance work. Do not use damaged products. The light source of this luminaire shall only be replaced by the manufacturer or his service agent or a similar qualified person. Product designed for the use in households and for other similar general applications. Before starting the installation, read this manual carefully and keep it for future reference. The product must be installed by a qualified electrician in accordance with the applicable regulations. Disconnect the power supply before any installation or maintenance work. Do not use damaged products. The light source of this luminaire shall only be replaced by the manufacturer or his service agent or a similar qualified person. Product designed for the use in households and for other similar general applications. Before starting the installation, read this manual carefully and keep it for future reference. The product must be installed by a qualified electrician in accordance with the applicable regulations. Disconnect the power supply before any installation or maintenance work. Do not use damaged products. The light source of this luminaire shall only be replaced by the manufacturer or his service agent or a similar qualified person. Product designed for the use in households and for other similar general applications. Before starting the installation, read this manual carefully and keep it for future reference. The product must be installed by a qualified electrician in accordance with the applicable regulations. Disconnect the power supply before any installation or maintenance work. Do not use damaged products. The light source of this luminaire shall only be replaced by the manufacturer or his service agent or a similar qualified person. Product designed for the use in households and for other similar general applications. Before starting the installation, read this manual carefully and keep it for future reference. The product must be installed by a qualified electrician in accordance with the applicable regulations. Disconnect the power supply before any installation or maintenance work. Do not use damaged products. The light source of this luminaire shall only be replaced by the manufacturer or his service agent or a similar qualified person. Product designed for the use in households and for other similar general applications. Before starting the installation, read this manual carefully and keep it for future reference. The product must be installed by a qualified electrician in accordance with the applicable regulations. Disconnect the power supply before any installation or maintenance work. Do not use damaged products. The light source of this luminaire shall only be replaced by the manufacturer or his service agent or a similar qualified person. NL TOEPASSING / GEBRUIK Product designed for the use in households and for other similar general applications. Before starting the installation, read this manual carefully and keep it for future reference. The product must be installed by a qualified electrician in accordance with the applicable regulations. Disconnect the power supply before any installation or maintenance work. Do not use damaged products. The light source of this luminaire shall only be replaced by the manufacturer or his service agent or a similar qualified person. Product designed for the use in households and for other similar general applications. Before starting the installation, read this manual carefully and keep it for future reference. The product must be installed by a qualified electrician in accordance with the applicable regulations. Disconnect the power supply before any installation or maintenance work. Do not use damaged products. The light source of this luminaire shall only be replaced by the manufacturer or his service agent or a similar qualified person. Product designed for the use in households and for other similar general applications. Before starting the installation, read this manual carefully and keep it for future reference. The product must be installed by a qualified electrician in accordance with the applicable regulations. Disconnect the power supply before any installation or maintenance work. Do not use damaged products. The light source of this luminaire shall only be replaced by the manufacturer or his service agent or a similar qualified person. Product designed for the use in households and for other similar general applications. Before starting the installation, read this manual carefully and keep it for future reference. The product must be installed by a qualified electrician in accordance with the applicable regulations. Disconnect the power supply before any installation or maintenance work. Do not use damaged products. The light source of this luminaire shall only be replaced by the manufacturer or his service agent or a similar qualified person. Product designed for the use in households and for other similar general applications. Before starting the installation, read this manual carefully and keep it for future reference. The product must be installed by a qualified electrician in accordance with the applicable regulations. Disconnect the power supply before any installation or maintenance work. Do not use damaged products. The light source of this luminaire shall only be replaced by the manufacturer or his service agent or a similar qualified person. Product designed for the use in households and for other similar general applications. Before starting the installation, read this manual carefully and keep it for future reference. The product must be installed by a qualified electrician in accordance with the applicable regulations. Disconnect the power supply before any installation or maintenance work. Do not use damaged products. The light source of this luminaire shall only be replaced by the manufacturer or his service agent or a similar qualified person. bbox=[682, 9, 814, 538]
body-text: Product designed for the use in households and for other similar general applications. Before starting the installation, read this manual carefully and keep it for future reference. The product must be installed by a qualified electrician in accordance with the applicable regulations. Disconnect the power supply before any installation or maintenance work. Do not use damaged products. The light source of this luminaire shall only be replaced by the manufacturer or his service agent or a similar qualified person. bbox=[8, 615, 188, 631]
body-text: Product designed for the use in households and for other similar general applications. Before starting the installation, read this manual carefully and keep it for future reference. The product must be installed by a qualified electrician in accordance with the applicable regulations. Disconnect the power supply before any installation or maintenance work. Do not use damaged products. The light source of this luminaire shall only be replaced by the manufacturer or his service agent or a similar qualified person. bbox=[682, 9, 814, 32]
cover-panel bbox=[6, 10, 192, 718]
body-text: Product designed for the use in households and for other similar general applications. Before starting the installation, read this manual carefully and keep it for future reference. The product must be installed by a qualified electrician in accordance with the applicable regulations. Disconnect the power supply before any installation or maintenance work. Do not use damaged products. The light source of this luminaire shall only be replaced by the manufacturer or his service agent or a similar qualified person. bbox=[820, 384, 966, 404]
body-text: Product designed for the use in households and for other similar general applications. Before starting the installation, read this manual carefully and keep it for future reference. The product must be installed by a qualified electrician in accordance with the applicable regulations. Disconnect the power supply before any installation or maintenance work. Do not use damaged products. The light source of this luminaire shall only be replaced by the manufacturer or his service agent or a similar qualified person. bbox=[8, 567, 188, 583]
body-text: Product designed for the use in households and for other similar general applications. Before starting the installation, read this manual carefully and keep it for future reference. The product must be installed by a qualified electrician in accordance with the applicable regulations. Disconnect the power supply before any installation or maintenance work. Do not use damaged products. The light source of this luminaire shall only be replaced by the manufacturer or his service agent or a similar qualified person. bbox=[198, 9, 318, 36]
body-text: Product designed for the use in households and for other similar general applications. Before starting the installation, read this manual carefully and keep it for future reference. The product must be installed by a qualified electrician in accordance with the applicable regulations. Disconnect the power supply before any installation or maintenance work. Do not use damaged products. The light source of this luminaire shall only be replaced by the manufacturer or his service agent or a similar qualified person. bbox=[198, 62, 318, 90]
fold-mark-bottom-3: FOLD bbox=[678, 719, 692, 725]
language-list bbox=[166, 82, 188, 252]
brand-logo: Kanlux® bbox=[16, 28, 68, 45]
temperature-icon bbox=[27, 238, 34, 260]
body-text: Product designed for the use in households and for other similar general applications. Before starting the installation, read this manual carefully and keep it for future reference. The product must be installed by a qualified electrician in accordance with the applicable regulations. Disconnect the power supply before any installation or maintenance work. Do not use damaged products. The light source of this luminaire shall only be replaced by the manufacturer or his service agent or a similar qualified person. bbox=[820, 235, 966, 255]
svg-text:μ: μ bbox=[27, 316, 35, 330]
body-text: Product designed for the use in households and for other similar general applications. Before starting the installation, read this manual carefully and keep it for future reference. The product must be installed by a qualified electrician in accordance with the applicable regulations. Disconnect the power supply before any installation or maintenance work. Do not use damaged products. The light source of this luminaire shall only be replaced by the manufacturer or his service agent or a similar qualified person. bbox=[498, 295, 676, 311]
language-badge-by: BY bbox=[166, 176, 188, 182]
body-text: Product designed for the use in households and for other similar general applications. Before starting the installation, read this manual carefully and keep it for future reference. The product must be installed by a qualified electrician in accordance with the applicable regulations. Disconnect the power supply before any installation or maintenance work. Do not use damaged products. The light source of this luminaire shall only be replaced by the manufacturer or his service agent or a similar qualified person. bbox=[322, 391, 492, 411]
body-text: Product designed for the use in households and for other similar general applications. Before starting the installation, read this manual carefully and keep it for future reference. The product must be installed by a qualified electrician in accordance with the applicable regulations. Disconnect the power supply before any installation or maintenance work. Do not use damaged products. The light source of this luminaire shall only be replaced by the manufacturer or his service agent or a similar qualified person. bbox=[322, 274, 492, 294]
body-text: Product designed for the use in households and for other similar general applications. Before starting the installation, read this manual carefully and keep it for future reference. The product must be installed by a qualified electrician in accordance with the applicable regulations. Disconnect the power supply before any installation or maintenance work. Do not use damaged products. The light source of this luminaire shall only be replaced by the manufacturer or his service agent or a similar qualified person. bbox=[322, 48, 492, 67]
body-text: Product designed for the use in households and for other similar general applications. Before starting the installation, read this manual carefully and keep it for future reference. The product must be installed by a qualified electrician in accordance with the applicable regulations. Disconnect the power supply before any installation or maintenance work. Do not use damaged products. The light source of this luminaire shall only be replaced by the manufacturer or his service agent or a similar qualified person. bbox=[322, 28, 492, 48]
body-text: Product designed for the use in households and for other similar general applications. Before starting the installation, read this manual carefully and keep it for future reference. The product must be installed by a qualified electrician in accordance with the applicable regulations. Disconnect the power supply before any installation or maintenance work. Do not use damaged products. The light source of this luminaire shall only be replaced by the manufacturer or his service agent or a similar qualified person. bbox=[198, 774, 318, 802]
